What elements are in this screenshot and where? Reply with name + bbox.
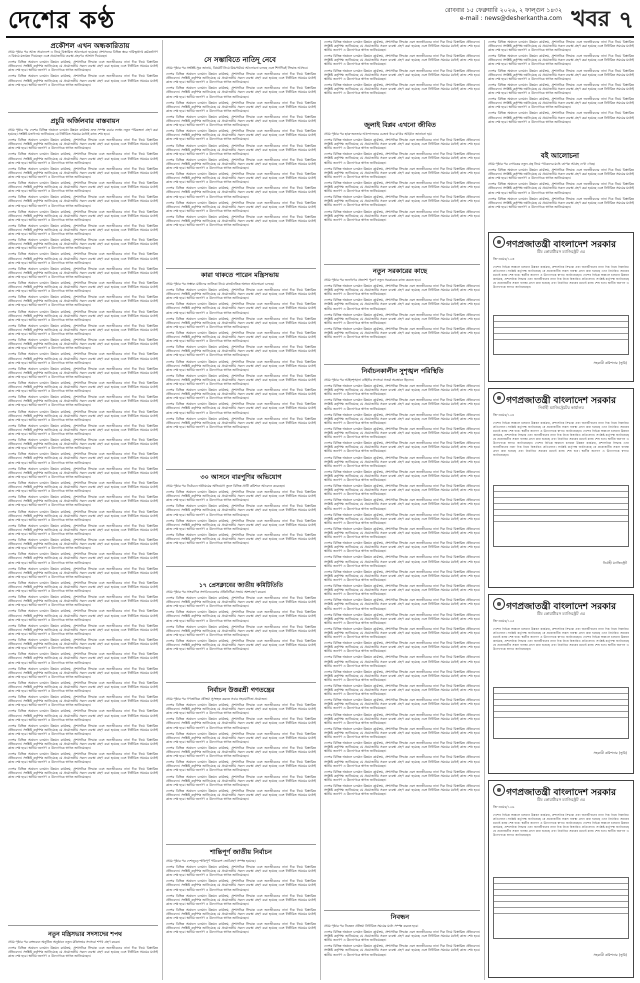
paper-name: দেশের কণ্ঠ (8, 5, 116, 34)
article-headline: নিবন্ধন (390, 913, 410, 921)
article-paragraph: দেশের বিভিন্ন অঞ্চলে চলমান উন্নয়ন কার্যক্রম, প্রশাসনিক সিদ্ধান্ত এবং জনজীবনের নানা দিক নিয়ে বিস্তারিত প্রতিবেদন। সংশ্লিষ্ট কর্তৃপক্ষ জানিয়েছে যে প্রয়োজনীয় সকল ব্যবস্থা গ্রহণ করা হয়েছে এবং নির্ধারিত সময়ের মধ্যেই কাজ শেষ হবে। স্থানীয় জনগণ এ উদ্যোগকে স্বাগত জানিয়েছেন। (8, 395, 158, 408)
article-paragraph: দেশের বিভিন্ন অঞ্চলে চলমান উন্নয়ন কার্যক্রম, প্রশাসনিক সিদ্ধান্ত এবং জনজীবনের নানা দিক নিয়ে বিস্তারিত প্রতিবেদন। সংশ্লিষ্ট কর্তৃপক্ষ জানিয়েছে যে প্রয়োজনীয় সকল ব্যবস্থা গ্রহণ করা হয়েছে এবং নির্ধারিত সময়ের মধ্যেই কাজ শেষ হবে। স্থানীয় জনগণ এ উদ্যোগকে স্বাগত জানিয়েছেন। (324, 655, 480, 668)
article-paragraph: দেশের বিভিন্ন অঞ্চলে চলমান উন্নয়ন কার্যক্রম, প্রশাসনিক সিদ্ধান্ত এবং জনজীবনের নানা দিক নিয়ে বিস্তারিত প্রতিবেদন। সংশ্লিষ্ট কর্তৃপক্ষ জানিয়েছে যে প্রয়োজনীয় সকল ব্যবস্থা গ্রহণ করা হয়েছে এবং নির্ধারিত সময়ের মধ্যেই কাজ শেষ হবে। স্থানীয় জনগণ এ উদ্যোগকে স্বাগত জানিয়েছেন। (324, 398, 480, 411)
article-paragraph: দেশের বিভিন্ন অঞ্চলে চলমান উন্নয়ন কার্যক্রম, প্রশাসনিক সিদ্ধান্ত এবং জনজীবনের নানা দিক নিয়ে বিস্তারিত প্রতিবেদন। সংশ্লিষ্ট কর্তৃপক্ষ জানিয়েছে যে প্রয়োজনীয় সকল ব্যবস্থা গ্রহণ করা হয়েছে এবং নির্ধারিত সময়ের মধ্যেই কাজ শেষ হবে। স্থানীয় জনগণ এ উদ্যোগকে স্বাগত জানিয়েছেন। (8, 352, 158, 365)
article-paragraph: দেশের বিভিন্ন অঞ্চলে চলমান উন্নয়ন কার্যক্রম, প্রশাসনিক সিদ্ধান্ত এবং জনজীবনের নানা দিক নিয়ে বিস্তারিত প্রতিবেদন। সংশ্লিষ্ট কর্তৃপক্ষ জানিয়েছে যে প্রয়োজনীয় সকল ব্যবস্থা গ্রহণ করা হয়েছে এবং নির্ধারিত সময়ের মধ্যেই কাজ শেষ হবে। স্থানীয় জনগণ এ উদ্যোগকে স্বাগত জানিয়েছেন। (166, 288, 316, 301)
notice-signature: সহকারী কমিশনার (ভূমি) (593, 361, 627, 365)
article-paragraph: দেশের বিভিন্ন অঞ্চলে চলমান উন্নয়ন কার্যক্রম, প্রশাসনিক সিদ্ধান্ত এবং জনজীবনের নানা দিক নিয়ে বিস্তারিত প্রতিবেদন। সংশ্লিষ্ট কর্তৃপক্ষ জানিয়েছে যে প্রয়োজনীয় সকল ব্যবস্থা গ্রহণ করা হয়েছে এবং নির্ধারিত সময়ের মধ্যেই কাজ শেষ হবে। স্থানীয় জনগণ এ উদ্যোগকে স্বাগত জানিয়েছেন। (8, 238, 158, 251)
article-paragraph: প্রথম পৃষ্ঠার পর দেশজুড়ে শান্তিপূর্ণ পরিবেশে ভোটগ্রহণ সম্পন্ন হয়েছে। (166, 859, 256, 863)
article-paragraph: দেশের বিভিন্ন অঞ্চলে চলমান উন্নয়ন কার্যক্রম, প্রশাসনিক সিদ্ধান্ত এবং জনজীবনের নানা দিক নিয়ে বিস্তারিত প্রতিবেদন। সংশ্লিষ্ট কর্তৃপক্ষ জানিয়েছে যে প্রয়োজনীয় সকল ব্যবস্থা গ্রহণ করা হয়েছে এবং নির্ধারিত সময়ের মধ্যেই কাজ শেষ হবে। স্থানীয় জনগণ এ উদ্যোগকে স্বাগত জানিয়েছেন। (166, 359, 316, 372)
article-paragraph: দেশের বিভিন্ন অঞ্চলে চলমান উন্নয়ন কার্যক্রম, প্রশাসনিক সিদ্ধান্ত এবং জনজীবনের নানা দিক নিয়ে বিস্তারিত প্রতিবেদন। সংশ্লিষ্ট কর্তৃপক্ষ জানিয়েছে যে প্রয়োজনীয় সকল ব্যবস্থা গ্রহণ করা হয়েছে এবং নির্ধারিত সময়ের মধ্যেই কাজ শেষ হবে। স্থানীয় জনগণ এ উদ্যোগকে স্বাগত জানিয়েছেন। (8, 223, 158, 237)
article-paragraph: দেশের বিভিন্ন অঞ্চলে চলমান উন্নয়ন কার্যক্রম, প্রশাসনিক সিদ্ধান্ত এবং জনজীবনের নানা দিক নিয়ে বিস্তারিত প্রতিবেদন। সংশ্লিষ্ট কর্তৃপক্ষ জানিয়েছে যে প্রয়োজনীয় সকল ব্যবস্থা গ্রহণ করা হয়েছে এবং নির্ধারিত সময়ের মধ্যেই কাজ শেষ হবে। স্থানীয় জনগণ এ উদ্যোগকে স্বাগত জানিয়েছেন। (8, 323, 158, 337)
article-body (488, 40, 634, 150)
section-name: খবর (571, 6, 610, 32)
divider (166, 682, 316, 683)
article-paragraph: প্রথম পৃষ্ঠার পর সাংবাদিক সংগঠনগুলোর প্রতিনিধিরা সভায় অংশগ্রহণ করেন। (166, 590, 267, 594)
article-headline: নতুন মন্ত্রিসভার সদস্যদের শপথ (48, 931, 122, 938)
article-paragraph: প্রথম পৃষ্ঠার পর আইনশৃঙ্খলা বাহিনীর সদস্যরা সতর্ক অবস্থানে ছিলেন। (324, 378, 414, 382)
article-paragraph: দেশের বিভিন্ন অঞ্চলে চলমান উন্নয়ন কার্যক্রম, প্রশাসনিক সিদ্ধান্ত এবং জনজীবনের নানা দিক নিয়ে বিস্তারিত প্রতিবেদন। সংশ্লিষ্ট কর্তৃপক্ষ জানিয়েছে যে প্রয়োজনীয় সকল ব্যবস্থা গ্রহণ করা হয়েছে এবং নির্ধারিত সময়ের মধ্যেই কাজ শেষ হবে। স্থানীয় জনগণ এ উদ্যোগকে স্বাগত জানিয়েছেন। (166, 596, 316, 609)
government-notice (488, 594, 634, 774)
divider (324, 264, 480, 265)
notice-signature: সহকারী কমিশনার (ভূমি) (593, 751, 627, 755)
notice-table (493, 877, 629, 939)
article-paragraph: দেশের বিভিন্ন অঞ্চলে চলমান উন্নয়ন কার্যক্রম, প্রশাসনিক সিদ্ধান্ত এবং জনজীবনের নানা দিক নিয়ে বিস্তারিত প্রতিবেদন। সংশ্লিষ্ট কর্তৃপক্ষ জানিয়েছে যে প্রয়োজনীয় সকল ব্যবস্থা গ্রহণ করা হয়েছে এবং নির্ধারিত সময়ের মধ্যেই কাজ শেষ হবে। স্থানীয় জনগণ এ উদ্যোগকে স্বাগত জানিয়েছেন। (8, 60, 158, 73)
page-number: ৭ (618, 5, 634, 34)
article-paragraph: দেশের বিভিন্ন অঞ্চলে চলমান উন্নয়ন কার্যক্রম, প্রশাসনিক সিদ্ধান্ত এবং জনজীবনের নানা দিক নিয়ে বিস্তারিত প্রতিবেদন। সংশ্লিষ্ট কর্তৃপক্ষ জানিয়েছে যে প্রয়োজনীয় সকল ব্যবস্থা গ্রহণ করা হয়েছে এবং নির্ধারিত সময়ের মধ্যেই কাজ শেষ হবে। স্থানীয় জনগণ এ উদ্যোগকে স্বাগত জানিয়েছেন। (166, 703, 316, 716)
column-divider (320, 40, 321, 980)
article-paragraph: দেশের বিভিন্ন অঞ্চলে চলমান উন্নয়ন কার্যক্রম, প্রশাসনিক সিদ্ধান্ত এবং জনজীবনের নানা দিক নিয়ে বিস্তারিত প্রতিবেদন। সংশ্লিষ্ট কর্তৃপক্ষ জানিয়েছে যে প্রয়োজনীয় সকল ব্যবস্থা গ্রহণ করা হয়েছে এবং নির্ধারিত সময়ের মধ্যেই কাজ শেষ হবে। স্থানীয় জনগণ এ উদ্যোগকে স্বাগত জানিয়েছেন। (488, 168, 634, 181)
article-paragraph: দেশের বিভিন্ন অঞ্চলে চলমান উন্নয়ন কার্যক্রম, প্রশাসনিক সিদ্ধান্ত এবং জনজীবনের নানা দিক নিয়ে বিস্তারিত প্রতিবেদন। সংশ্লিষ্ট কর্তৃপক্ষ জানিয়েছে যে প্রয়োজনীয় সকল ব্যবস্থা গ্রহণ করা হয়েছে এবং নির্ধারিত সময়ের মধ্যেই কাজ শেষ হবে। স্থানীয় জনগণ এ উদ্যোগকে স্বাগত জানিয়েছেন। (324, 612, 480, 625)
article-paragraph: দেশের বিভিন্ন অঞ্চলে চলমান উন্নয়ন কার্যক্রম, প্রশাসনিক সিদ্ধান্ত এবং জনজীবনের নানা দিক নিয়ে বিস্তারিত প্রতিবেদন। সংশ্লিষ্ট কর্তৃপক্ষ জানিয়েছে যে প্রয়োজনীয় সকল ব্যবস্থা গ্রহণ করা হয়েছে এবং নির্ধারিত সময়ের মধ্যেই কাজ শেষ হবে। স্থানীয় জনগণ এ উদ্যোগকে স্বাগত জানিয়েছেন। (488, 196, 634, 209)
article-paragraph: দেশের বিভিন্ন অঞ্চলে চলমান উন্নয়ন কার্যক্রম, প্রশাসনিক সিদ্ধান্ত এবং জনজীবনের নানা দিক নিয়ে বিস্তারিত প্রতিবেদন। সংশ্লিষ্ট কর্তৃপক্ষ জানিয়েছে যে প্রয়োজনীয় সকল ব্যবস্থা গ্রহণ করা হয়েছে এবং নির্ধারিত সময়ের মধ্যেই কাজ শেষ হবে। স্থানীয় জনগণ এ উদ্যোগকে স্বাগত জানিয়েছেন। (166, 774, 316, 787)
article-paragraph: দেশের বিভিন্ন অঞ্চলে চলমান উন্নয়ন কার্যক্রম, প্রশাসনিক সিদ্ধান্ত এবং জনজীবনের নানা দিক নিয়ে বিস্তারিত প্রতিবেদন। সংশ্লিষ্ট কর্তৃপক্ষ জানিয়েছে যে প্রয়োজনীয় সকল ব্যবস্থা গ্রহণ করা হয়েছে এবং নির্ধারিত সময়ের মধ্যেই কাজ শেষ হবে। স্থানীয় জনগণ এ উদ্যোগকে স্বাগত জানিয়েছেন। (166, 532, 316, 546)
article-paragraph: প্রথম পৃষ্ঠার পর সংশ্লিষ্ট সূত্র জানায়, বিষয়টি নিয়ে উচ্চপর্যায়ে আলোচনা চলছে এবং শিগগিরই সিদ্ধান্ত আসবে। (166, 66, 308, 70)
article-paragraph: দেশের বিভিন্ন অঞ্চলে চলমান উন্নয়ন কার্যক্রম, প্রশাসনিক সিদ্ধান্ত এবং জনজীবনের নানা দিক নিয়ে বিস্তারিত প্রতিবেদন। সংশ্লিষ্ট কর্তৃপক্ষ জানিয়েছে যে প্রয়োজনীয় সকল ব্যবস্থা গ্রহণ করা হয়েছে এবং নির্ধারিত সময়ের মধ্যেই কাজ শেষ হবে। স্থানীয় জনগণ এ উদ্যোগকে স্বাগত জানিয়েছেন। (8, 566, 158, 579)
article-paragraph: দেশের বিভিন্ন অঞ্চলে চলমান উন্নয়ন কার্যক্রম, প্রশাসনিক সিদ্ধান্ত এবং জনজীবনের নানা দিক নিয়ে বিস্তারিত প্রতিবেদন। সংশ্লিষ্ট কর্তৃপক্ষ জানিয়েছে যে প্রয়োজনীয় সকল ব্যবস্থা গ্রহণ করা হয়েছে এবং নির্ধারিত সময়ের মধ্যেই কাজ শেষ হবে। স্থানীয় জনগণ এ উদ্যোগকে স্বাগত জানিয়েছেন। (8, 252, 158, 265)
article-paragraph: দেশের বিভিন্ন অঞ্চলে চলমান উন্নয়ন কার্যক্রম, প্রশাসনিক সিদ্ধান্ত এবং জনজীবনের নানা দিক নিয়ে বিস্তারিত প্রতিবেদন। সংশ্লিষ্ট কর্তৃপক্ষ জানিয়েছে যে প্রয়োজনীয় সকল ব্যবস্থা গ্রহণ করা হয়েছে এবং নির্ধারিত সময়ের মধ্যেই কাজ শেষ হবে। স্থানীয় জনগণ এ উদ্যোগকে স্বাগত জানিয়েছেন। (8, 466, 158, 479)
article-headline: নির্বাচনকালীন সুশৃঙ্খল পরিস্থিতি (361, 367, 444, 375)
article-paragraph: দেশের বিভিন্ন অঞ্চলে চলমান উন্নয়ন কার্যক্রম, প্রশাসনিক সিদ্ধান্ত এবং জনজীবনের নানা দিক নিয়ে বিস্তারিত প্রতিবেদন। সংশ্লিষ্ট কর্তৃপক্ষ জানিয়েছে যে প্রয়োজনীয় সকল ব্যবস্থা গ্রহণ করা হয়েছে এবং নির্ধারিত সময়ের মধ্যেই কাজ শেষ হবে। স্থানীয় জনগণ এ উদ্যোগকে স্বাগত জানিয়েছেন। (166, 610, 316, 623)
article-paragraph: দেশের বিভিন্ন অঞ্চলে চলমান উন্নয়ন কার্যক্রম, প্রশাসনিক সিদ্ধান্ত এবং জনজীবনের নানা দিক নিয়ে বিস্তারিত প্রতিবেদন। সংশ্লিষ্ট কর্তৃপক্ষ জানিয়েছে যে প্রয়োজনীয় সকল ব্যবস্থা গ্রহণ করা হয়েছে এবং নির্ধারিত সময়ের মধ্যেই কাজ শেষ হবে। স্থানীয় জনগণ এ উদ্যোগকে স্বাগত জানিয়েছেন। (8, 338, 158, 351)
divider (166, 566, 316, 567)
article-paragraph: প্রথম পৃষ্ঠার পর ছাত্র-জনতার আন্দোলনের চেতনা ধরে রাখার আহ্বান জানানো হয়। (324, 132, 433, 136)
table-row (494, 516, 628, 522)
article-paragraph: দেশের বিভিন্ন অঞ্চলে চলমান উন্নয়ন কার্যক্রম, প্রশাসনিক সিদ্ধান্ত এবং জনজীবনের নানা দিক নিয়ে বিস্তারিত প্রতিবেদন। সংশ্লিষ্ট কর্তৃপক্ষ জানিয়েছে যে প্রয়োজনীয় সকল ব্যবস্থা গ্রহণ করা হয়েছে এবং নির্ধারিত সময়ের মধ্যেই কাজ শেষ হবে। স্থানীয় জনগণ এ উদ্যোগকে স্বাগত জানিয়েছেন। (324, 298, 480, 311)
article-paragraph: দেশের বিভিন্ন অঞ্চলে চলমান উন্নয়ন কার্যক্রম, প্রশাসনিক সিদ্ধান্ত এবং জনজীবনের নানা দিক নিয়ে বিস্তারিত প্রতিবেদন। সংশ্লিষ্ট কর্তৃপক্ষ জানিয়েছে যে প্রয়োজনীয় সকল ব্যবস্থা গ্রহণ করা হয়েছে এবং নির্ধারিত সময়ের মধ্যেই কাজ শেষ হবে। স্থানীয় জনগণ এ উদ্যোগকে স্বাগত জানিয়েছেন। (324, 54, 480, 67)
masthead (0, 0, 640, 36)
article-paragraph: দেশের বিভিন্ন অঞ্চলে চলমান উন্নয়ন কার্যক্রম, প্রশাসনিক সিদ্ধান্ত এবং জনজীবনের নানা দিক নিয়ে বিস্তারিত প্রতিবেদন। সংশ্লিষ্ট কর্তৃপক্ষ জানিয়েছে যে প্রয়োজনীয় সকল ব্যবস্থা গ্রহণ করা হয়েছে এবং নির্ধারিত সময়ের মধ্যেই কাজ শেষ হবে। স্থানীয় জনগণ এ উদ্যোগকে স্বাগত জানিয়েছেন। (166, 416, 316, 429)
article-paragraph: দেশের বিভিন্ন অঞ্চলে চলমান উন্নয়ন কার্যক্রম, প্রশাসনিক সিদ্ধান্ত এবং জনজীবনের নানা দিক নিয়ে বিস্তারিত প্রতিবেদন। সংশ্লিষ্ট কর্তৃপক্ষ জানিয়েছে যে প্রয়োজনীয় সকল ব্যবস্থা গ্রহণ করা হয়েছে এবং নির্ধারিত সময়ের মধ্যেই কাজ শেষ হবে। স্থানীয় জনগণ এ উদ্যোগকে স্বাগত জানিয়েছেন। (324, 209, 480, 222)
article-headline: শান্তিপূর্ণ জাতীয় নির্বাচন (210, 848, 272, 856)
article-paragraph: দেশের বিভিন্ন অঞ্চলে চলমান উন্নয়ন কার্যক্রম, প্রশাসনিক সিদ্ধান্ত এবং জনজীবনের নানা দিক নিয়ে বিস্তারিত প্রতিবেদন। সংশ্লিষ্ট কর্তৃপক্ষ জানিয়েছে যে প্রয়োজনীয় সকল ব্যবস্থা গ্রহণ করা হয়েছে এবং নির্ধারিত সময়ের মধ্যেই কাজ শেষ হবে। স্থানীয় জনগণ এ উদ্যোগকে স্বাগত জানিয়েছেন। (166, 717, 316, 730)
article-paragraph: দেশের বিভিন্ন অঞ্চলে চলমান উন্নয়ন কার্যক্রম, প্রশাসনিক সিদ্ধান্ত এবং জনজীবনের নানা দিক নিয়ে বিস্তারিত প্রতিবেদন। সংশ্লিষ্ট কর্তৃপক্ষ জানিয়েছে যে প্রয়োজনীয় সকল ব্যবস্থা গ্রহণ করা হয়েছে এবং নির্ধারিত সময়ের মধ্যেই কাজ শেষ হবে। স্থানীয় জনগণ এ উদ্যোগকে স্বাগত জানিয়েছেন। (8, 680, 158, 694)
article-paragraph: দেশের বিভিন্ন অঞ্চলে চলমান উন্নয়ন কার্যক্রম, প্রশাসনিক সিদ্ধান্ত এবং জনজীবনের নানা দিক নিয়ে বিস্তারিত প্রতিবেদন। সংশ্লিষ্ট কর্তৃপক্ষ জানিয়েছে যে প্রয়োজনীয় সকল ব্যবস্থা গ্রহণ করা হয়েছে এবং নির্ধারিত সময়ের মধ্যেই কাজ শেষ হবে। স্থানীয় জনগণ এ উদ্যোগকে স্বাগত জানিয়েছেন। (166, 86, 316, 99)
article-paragraph: দেশের বিভিন্ন অঞ্চলে চলমান উন্নয়ন কার্যক্রম, প্রশাসনিক সিদ্ধান্ত এবং জনজীবনের নানা দিক নিয়ে বিস্তারিত প্রতিবেদন। সংশ্লিষ্ট কর্তৃপক্ষ জানিয়েছে যে প্রয়োজনীয় সকল ব্যবস্থা গ্রহণ করা হয়েছে এবং নির্ধারিত সময়ের মধ্যেই কাজ শেষ হবে। স্থানীয় জনগণ এ উদ্যোগকে স্বাগত জানিয়েছেন। (488, 182, 634, 195)
article-paragraph: দেশের বিভিন্ন অঞ্চলে চলমান উন্নয়ন কার্যক্রম, প্রশাসনিক সিদ্ধান্ত এবং জনজীবনের নানা দিক নিয়ে বিস্তারিত প্রতিবেদন। সংশ্লিষ্ট কর্তৃপক্ষ জানিয়েছে যে প্রয়োজনীয় সকল ব্যবস্থা গ্রহণ করা হয়েছে এবং নির্ধারিত সময়ের মধ্যেই কাজ শেষ হবে। স্থানীয় জনগণ এ উদ্যোগকে স্বাগত জানিয়েছেন। (8, 766, 158, 779)
article-paragraph: দেশের বিভিন্ন অঞ্চলে চলমান উন্নয়ন কার্যক্রম, প্রশাসনিক সিদ্ধান্ত এবং জনজীবনের নানা দিক নিয়ে বিস্তারিত প্রতিবেদন। সংশ্লিষ্ট কর্তৃপক্ষ জানিয়েছে যে প্রয়োজনীয় সকল ব্যবস্থা গ্রহণ করা হয়েছে এবং নির্ধারিত সময়ের মধ্যেই কাজ শেষ হবে। স্থানীয় জনগণ এ উদ্যোগকে স্বাগত জানিয়েছেন। (8, 552, 158, 565)
article-paragraph: দেশের বিভিন্ন অঞ্চলে চলমান উন্নয়ন কার্যক্রম, প্রশাসনিক সিদ্ধান্ত এবং জনজীবনের নানা দিক নিয়ে বিস্তারিত প্রতিবেদন। সংশ্লিষ্ট কর্তৃপক্ষ জানিয়েছে যে প্রয়োজনীয় সকল ব্যবস্থা গ্রহণ করা হয়েছে এবং নির্ধারিত সময়ের মধ্যেই কাজ শেষ হবে। স্থানীয় জনগণ এ উদ্যোগকে স্বাগত জানিয়েছেন। (8, 309, 158, 322)
masthead-rule (6, 36, 634, 38)
article-paragraph: দেশের বিভিন্ন অঞ্চলে চলমান উন্নয়ন কার্যক্রম, প্রশাসনিক সিদ্ধান্ত এবং জনজীবনের নানা দিক নিয়ে বিস্তারিত প্রতিবেদন। সংশ্লিষ্ট কর্তৃপক্ষ জানিয়েছে যে প্রয়োজনীয় সকল ব্যবস্থা গ্রহণ করা হয়েছে এবং নির্ধারিত সময়ের মধ্যেই কাজ শেষ হবে। স্থানীয় জনগণ এ উদ্যোগকে স্বাগত জানিয়েছেন। (324, 944, 480, 957)
article-paragraph: দেশের বিভিন্ন অঞ্চলে চলমান উন্নয়ন কার্যক্রম, প্রশাসনিক সিদ্ধান্ত এবং জনজীবনের নানা দিক নিয়ে বিস্তারিত প্রতিবেদন। সংশ্লিষ্ট কর্তৃপক্ষ জানিয়েছে যে প্রয়োজনীয় সকল ব্যবস্থা গ্রহণ করা হয়েছে এবং নির্ধারিত সময়ের মধ্যেই কাজ শেষ হবে। স্থানীয় জনগণ এ উদ্যোগকে স্বাগত জানিয়েছেন। (8, 638, 158, 651)
article-headline: নতুন সরকারের কাছে (372, 267, 428, 275)
article-paragraph: দেশের বিভিন্ন অঞ্চলে চলমান উন্নয়ন কার্যক্রম, প্রশাসনিক সিদ্ধান্ত এবং জনজীবনের নানা দিক নিয়ে বিস্তারিত প্রতিবেদন। সংশ্লিষ্ট কর্তৃপক্ষ জানিয়েছে যে প্রয়োজনীয় সকল ব্যবস্থা গ্রহণ করা হয়েছে এবং নির্ধারিত সময়ের মধ্যেই কাজ শেষ হবে। স্থানীয় জনগণ এ উদ্যোগকে স্বাগত জানিয়েছেন। (8, 266, 158, 279)
article-paragraph: দেশের বিভিন্ন অঞ্চলে চলমান উন্নয়ন কার্যক্রম, প্রশাসনিক সিদ্ধান্ত এবং জনজীবনের নানা দিক নিয়ে বিস্তারিত প্রতিবেদন। সংশ্লিষ্ট কর্তৃপক্ষ জানিয়েছে যে প্রয়োজনীয় সকল ব্যবস্থা গ্রহণ করা হয়েছে এবং নির্ধারিত সময়ের মধ্যেই কাজ শেষ হবে। স্থানীয় জনগণ এ উদ্যোগকে স্বাগত জানিয়েছেন। (324, 584, 480, 597)
article-paragraph: দেশের বিভিন্ন অঞ্চলে চলমান উন্নয়ন কার্যক্রম, প্রশাসনিক সিদ্ধান্ত এবং জনজীবনের নানা দিক নিয়ে বিস্তারিত প্রতিবেদন। সংশ্লিষ্ট কর্তৃপক্ষ জানিয়েছে যে প্রয়োজনীয় সকল ব্যবস্থা গ্রহণ করা হয়েছে এবং নির্ধারিত সময়ের মধ্যেই কাজ শেষ হবে। স্থানীয় জনগণ এ উদ্যোগকে স্বাগত জানিয়েছেন। (8, 209, 158, 222)
article-body (166, 697, 316, 842)
article-paragraph: দেশের বিভিন্ন অঞ্চলে চলমান উন্নয়ন কার্যক্রম, প্রশাসনিক সিদ্ধান্ত এবং জনজীবনের নানা দিক নিয়ে বিস্তারিত প্রতিবেদন। সংশ্লিষ্ট কর্তৃপক্ষ জানিয়েছে যে প্রয়োজনীয় সকল ব্যবস্থা গ্রহণ করা হয়েছে এবং নির্ধারিত সময়ের মধ্যেই কাজ শেষ হবে। স্থানীয় জনগণ এ উদ্যোগকে স্বাগত জানিয়েছেন। (166, 879, 316, 892)
notice-code: জি-ওয়েব/১২৫ (493, 619, 515, 623)
article-paragraph: দেশের বিভিন্ন অঞ্চলে চলমান উন্নয়ন কার্যক্রম, প্রশাসনিক সিদ্ধান্ত এবং জনজীবনের নানা দিক নিয়ে বিস্তারিত প্রতিবেদন। সংশ্লিষ্ট কর্তৃপক্ষ জানিয়েছে যে প্রয়োজনীয় সকল ব্যবস্থা গ্রহণ করা হয়েছে এবং নির্ধারিত সময়ের মধ্যেই কাজ শেষ হবে। স্থানীয় জনগণ এ উদ্যোগকে স্বাগত জানিয়েছেন। (324, 384, 480, 397)
article-paragraph: দেশের বিভিন্ন অঞ্চলে চলমান উন্নয়ন কার্যক্রম, প্রশাসনিক সিদ্ধান্ত এবং জনজীবনের নানা দিক নিয়ে বিস্তারিত প্রতিবেদন। সংশ্লিষ্ট কর্তৃপক্ষ জানিয়েছে যে প্রয়োজনীয় সকল ব্যবস্থা গ্রহণ করা হয়েছে এবং নির্ধারিত সময়ের মধ্যেই কাজ শেষ হবে। স্থানীয় জনগণ এ উদ্যোগকে স্বাগত জানিয়েছেন। (324, 82, 480, 96)
article-paragraph: প্রথম পৃষ্ঠার পর সম্ভাব্য মন্ত্রীদের তালিকা নিয়ে রাজনৈতিক অঙ্গনে আলোচনা চলছে। (166, 282, 275, 286)
article-paragraph: দেশের বিভিন্ন অঞ্চলে চলমান উন্নয়ন কার্যক্রম, প্রশাসনিক সিদ্ধান্ত এবং জনজীবনের নানা দিক নিয়ে বিস্তারিত প্রতিবেদন। সংশ্লিষ্ট কর্তৃপক্ষ জানিয়েছে যে প্রয়োজনীয় সকল ব্যবস্থা গ্রহণ করা হয়েছে এবং নির্ধারিত সময়ের মধ্যেই কাজ শেষ হবে। স্থানীয় জনগণ এ উদ্যোগকে স্বাগত জানিয়েছেন। (8, 138, 158, 151)
article-paragraph: দেশের বিভিন্ন অঞ্চলে চলমান উন্নয়ন কার্যক্রম, প্রশাসনিক সিদ্ধান্ত এবং জনজীবনের নানা দিক নিয়ে বিস্তারিত প্রতিবেদন। সংশ্লিষ্ট কর্তৃপক্ষ জানিয়েছে যে প্রয়োজনীয় সকল ব্যবস্থা গ্রহণ করা হয়েছে এবং নির্ধারিত সময়ের মধ্যেই কাজ শেষ হবে। স্থানীয় জনগণ এ উদ্যোগকে স্বাগত জানিয়েছেন। (324, 641, 480, 654)
article-paragraph: দেশের বিভিন্ন অঞ্চলে চলমান উন্নয়ন কার্যক্রম, প্রশাসনিক সিদ্ধান্ত এবং জনজীবনের নানা দিক নিয়ে বিস্তারিত প্রতিবেদন। সংশ্লিষ্ট কর্তৃপক্ষ জানিয়েছে যে প্রয়োজনীয় সকল ব্যবস্থা গ্রহণ করা হয়েছে এবং নির্ধারিত সময়ের মধ্যেই কাজ শেষ হবে। স্থানীয় জনগণ এ উদ্যোগকে স্বাগত জানিয়েছেন। (166, 373, 316, 386)
article-paragraph: দেশের বিভিন্ন অঞ্চলে চলমান উন্নয়ন কার্যক্রম, প্রশাসনিক সিদ্ধান্ত এবং জনজীবনের নানা দিক নিয়ে বিস্তারিত প্রতিবেদন। সংশ্লিষ্ট কর্তৃপক্ষ জানিয়েছে যে প্রয়োজনীয় সকল ব্যবস্থা গ্রহণ করা হয়েছে এবং নির্ধারিত সময়ের মধ্যেই কাজ শেষ হবে। স্থানীয় জনগণ এ উদ্যোগকে স্বাগত জানিয়েছেন। (8, 409, 158, 422)
article-body (324, 132, 480, 262)
article-body (8, 940, 158, 980)
article-body (324, 40, 480, 120)
notice-code: জি-ওয়েব/১২৩ (493, 257, 515, 261)
article-paragraph: দেশের বিভিন্ন অঞ্চলে চলমান উন্নয়ন কার্যক্রম, প্রশাসনিক সিদ্ধান্ত এবং জনজীবনের নানা দিক নিয়ে বিস্তারিত প্রতিবেদন। সংশ্লিষ্ট কর্তৃপক্ষ জানিয়েছে যে প্রয়োজনীয় সকল ব্যবস্থা গ্রহণ করা হয়েছে এবং নির্ধারিত সময়ের মধ্যেই কাজ শেষ হবে। স্থানীয় জনগণ এ উদ্যোগকে স্বাগত জানিয়েছেন। (8, 709, 158, 722)
article-paragraph: দেশের বিভিন্ন অঞ্চলে চলমান উন্নয়ন কার্যক্রম, প্রশাসনিক সিদ্ধান্ত এবং জনজীবনের নানা দিক নিয়ে বিস্তারিত প্রতিবেদন। সংশ্লিষ্ট কর্তৃপক্ষ জানিয়েছে যে প্রয়োজনীয় সকল ব্যবস্থা গ্রহণ করা হয়েছে এবং নির্ধারিত সময়ের মধ্যেই কাজ শেষ হবে। স্থানীয় জনগণ এ উদ্যোগকে স্বাগত জানিয়েছেন। (166, 200, 316, 213)
article-paragraph: দেশের বিভিন্ন অঞ্চলে চলমান উন্নয়ন কার্যক্রম, প্রশাসনিক সিদ্ধান্ত এবং জনজীবনের নানা দিক নিয়ে বিস্তারিত প্রতিবেদন। সংশ্লিষ্ট কর্তৃপক্ষ জানিয়েছে যে প্রয়োজনীয় সকল ব্যবস্থা গ্রহণ করা হয়েছে এবং নির্ধারিত সময়ের মধ্যেই কাজ শেষ হবে। স্থানীয় জনগণ এ উদ্যোগকে স্বাগত জানিয়েছেন। (324, 195, 480, 208)
divider (166, 844, 316, 845)
article-body (166, 590, 316, 680)
article-paragraph: দেশের বিভিন্ন অঞ্চলে চলমান উন্নয়ন কার্যক্রম, প্রশাসনিক সিদ্ধান্ত এবং জনজীবনের নানা দিক নিয়ে বিস্তারিত প্রতিবেদন। সংশ্লিষ্ট কর্তৃপক্ষ জানিয়েছে যে প্রয়োজনীয় সকল ব্যবস্থা গ্রহণ করা হয়েছে এবং নির্ধারিত সময়ের মধ্যেই কাজ শেষ হবে। স্থানীয় জনগণ এ উদ্যোগকে স্বাগত জানিয়েছেন। (8, 523, 158, 536)
article-paragraph: দেশের বিভিন্ন অঞ্চলে চলমান উন্নয়ন কার্যক্রম, প্রশাসনিক সিদ্ধান্ত এবং জনজীবনের নানা দিক নিয়ে বিস্তারিত প্রতিবেদন। সংশ্লিষ্ট কর্তৃপক্ষ জানিয়েছে যে প্রয়োজনীয় সকল ব্যবস্থা গ্রহণ করা হয়েছে এবং নির্ধারিত সময়ের মধ্যেই কাজ শেষ হবে। স্থানীয় জনগণ এ উদ্যোগকে স্বাগত জানিয়েছেন। (8, 609, 158, 622)
notice-body: দেশের বিভিন্ন অঞ্চলে চলমান উন্নয়ন কার্যক্রম, প্রশাসনিক সিদ্ধান্ত এবং জনজীবনের নানা দিক নিয়ে বিস্তারিত প্রতিবেদন। সংশ্লিষ্ট কর্তৃপক্ষ জানিয়েছে যে প্রয়োজনীয় সকল ব্যবস্থা গ্রহণ করা হয়েছে এবং নির্ধারিত সময়ের মধ্যেই কাজ শেষ হবে। স্থানীয় জনগণ এ উদ্যোগকে স্বাগত জানিয়েছেন। দেশের বিভিন্ন অঞ্চলে চলমান উন্নয়ন কার্যক্রম, প্রশাসনিক সিদ্ধান্ত এবং জনজীবনের নানা দিক নিয়ে বিস্তারিত প্রতিবেদন। সংশ্লিষ্ট কর্তৃপক্ষ জানিয়েছে যে প্রয়োজনীয় সকল ব্যবস্থা গ্রহণ করা হয়েছে এবং নির্ধারিত সময়ের মধ্যেই কাজ শেষ হবে। স্থানীয় জনগণ এ উদ্যোগকে স্বাগত জানিয়েছেন। (493, 265, 629, 289)
article-paragraph: দেশের বিভিন্ন অঞ্চলে চলমান উন্নয়ন কার্যক্রম, প্রশাসনিক সিদ্ধান্ত এবং জনজীবনের নানা দিক নিয়ে বিস্তারিত প্রতিবেদন। সংশ্লিষ্ট কর্তৃপক্ষ জানিয়েছে যে প্রয়োজনীয় সকল ব্যবস্থা গ্রহণ করা হয়েছে এবং নির্ধারিত সময়ের মধ্যেই কাজ শেষ হবে। স্থানীয় জনগণ এ উদ্যোগকে স্বাগত জানিয়েছেন। (324, 326, 480, 340)
article-paragraph: দেশের বিভিন্ন অঞ্চলে চলমান উন্নয়ন কার্যক্রম, প্রশাসনিক সিদ্ধান্ত এবং জনজীবনের নানা দিক নিয়ে বিস্তারিত প্রতিবেদন। সংশ্লিষ্ট কর্তৃপক্ষ জানিয়েছে যে প্রয়োজনীয় সকল ব্যবস্থা গ্রহণ করা হয়েছে এবং নির্ধারিত সময়ের মধ্যেই কাজ শেষ হবে। স্থানীয় জনগণ এ উদ্যোগকে স্বাগত জানিয়েছেন। (166, 157, 316, 170)
article-paragraph: দেশের বিভিন্ন অঞ্চলে চলমান উন্নয়ন কার্যক্রম, প্রশাসনিক সিদ্ধান্ত এবং জনজীবনের নানা দিক নিয়ে বিস্তারিত প্রতিবেদন। সংশ্লিষ্ট কর্তৃপক্ষ জানিয়েছে যে প্রয়োজনীয় সকল ব্যবস্থা গ্রহণ করা হয়েছে এবং নির্ধারিত সময়ের মধ্যেই কাজ শেষ হবে। স্থানীয় জনগণ এ উদ্যোগকে স্বাগত জানিয়েছেন। (488, 40, 634, 53)
article-paragraph: দেশের বিভিন্ন অঞ্চলে চলমান উন্নয়ন কার্যক্রম, প্রশাসনিক সিদ্ধান্ত এবং জনজীবনের নানা দিক নিয়ে বিস্তারিত প্রতিবেদন। সংশ্লিষ্ট কর্তৃপক্ষ জানিয়েছে যে প্রয়োজনীয় সকল ব্যবস্থা গ্রহণ করা হয়েছে এবং নির্ধারিত সময়ের মধ্যেই কাজ শেষ হবে। স্থানীয় জনগণ এ উদ্যোগকে স্বাগত জানিয়েছেন। (8, 695, 158, 708)
article-paragraph: প্রথম পৃষ্ঠার পর জনগণের প্রত্যাশা পূরণে নতুন সরকারকে কাজ করতে হবে। (324, 278, 421, 282)
article-paragraph: দেশের বিভিন্ন অঞ্চলে চলমান উন্নয়ন কার্যক্রম, প্রশাসনিক সিদ্ধান্ত এবং জনজীবনের নানা দিক নিয়ে বিস্তারিত প্রতিবেদন। সংশ্লিষ্ট কর্তৃপক্ষ জানিয়েছে যে প্রয়োজনীয় সকল ব্যবস্থা গ্রহণ করা হয়েছে এবং নির্ধারিত সময়ের মধ্যেই কাজ শেষ হবে। স্থানীয় জনগণ এ উদ্যোগকে স্বাগত জানিয়েছেন। (8, 438, 158, 451)
article-paragraph: দেশের বিভিন্ন অঞ্চলে চলমান উন্নয়ন কার্যক্রম, প্রশাসনিক সিদ্ধান্ত এবং জনজীবনের নানা দিক নিয়ে বিস্তারিত প্রতিবেদন। সংশ্লিষ্ট কর্তৃপক্ষ জানিয়েছে যে প্রয়োজনীয় সকল ব্যবস্থা গ্রহণ করা হয়েছে এবং নির্ধারিত সময়ের মধ্যেই কাজ শেষ হবে। স্থানীয় জনগণ এ উদ্যোগকে স্বাগত জানিয়েছেন। (166, 330, 316, 344)
government-notice (488, 388, 634, 588)
article-paragraph: দেশের বিভিন্ন অঞ্চলে চলমান উন্নয়ন কার্যক্রম, প্রশাসনিক সিদ্ধান্ত এবং জনজীবনের নানা দিক নিয়ে বিস্তারিত প্রতিবেদন। সংশ্লিষ্ট কর্তৃপক্ষ জানিয়েছে যে প্রয়োজনীয় সকল ব্যবস্থা গ্রহণ করা হয়েছে এবং নির্ধারিত সময়ের মধ্যেই কাজ শেষ হবে। স্থানীয় জনগণ এ উদ্যোগকে স্বাগত জানিয়েছেন। (324, 598, 480, 611)
article-paragraph: দেশের বিভিন্ন অঞ্চলে চলমান উন্নয়ন কার্যক্রম, প্রশাসনিক সিদ্ধান্ত এবং জনজীবনের নানা দিক নিয়ে বিস্তারিত প্রতিবেদন। সংশ্লিষ্ট কর্তৃপক্ষ জানিয়েছে যে প্রয়োজনীয় সকল ব্যবস্থা গ্রহণ করা হয়েছে এবং নির্ধারিত সময়ের মধ্যেই কাজ শেষ হবে। স্থানীয় জনগণ এ উদ্যোগকে স্বাগত জানিয়েছেন। (8, 652, 158, 665)
article-headline: প্রকৌশল এখন অন্ধকারিতায় (50, 41, 130, 50)
article-paragraph: দেশের বিভিন্ন অঞ্চলে চলমান উন্নয়ন কার্যক্রম, প্রশাসনিক সিদ্ধান্ত এবং জনজীবনের নানা দিক নিয়ে বিস্তারিত প্রতিবেদন। সংশ্লিষ্ট কর্তৃপক্ষ জানিয়েছে যে প্রয়োজনীয় সকল ব্যবস্থা গ্রহণ করা হয়েছে এবং নির্ধারিত সময়ের মধ্যেই কাজ শেষ হবে। স্থানীয় জনগণ এ উদ্যোগকে স্বাগত জানিয়েছেন। (324, 40, 480, 53)
column-divider (484, 40, 485, 980)
article-paragraph: দেশের বিভিন্ন অঞ্চলে চলমান উন্নয়ন কার্যক্রম, প্রশাসনিক সিদ্ধান্ত এবং জনজীবনের নানা দিক নিয়ে বিস্তারিত প্রতিবেদন। সংশ্লিষ্ট কর্তৃপক্ষ জানিয়েছে যে প্রয়োজনীয় সকল ব্যবস্থা গ্রহণ করা হয়েছে এবং নির্ধারিত সময়ের মধ্যেই কাজ শেষ হবে। স্থানীয় জনগণ এ উদ্যোগকে স্বাগত জানিয়েছেন। (166, 302, 316, 315)
article-paragraph: দেশের বিভিন্ন অঞ্চলে চলমান উন্নয়ন কার্যক্রম, প্রশাসনিক সিদ্ধান্ত এবং জনজীবনের নানা দিক নিয়ে বিস্তারিত প্রতিবেদন। সংশ্লিষ্ট কর্তৃপক্ষ জানিয়েছে যে প্রয়োজনীয় সকল ব্যবস্থা গ্রহণ করা হয়েছে এবং নির্ধারিত সময়ের মধ্যেই কাজ শেষ হবে। স্থানীয় জনগণ এ উদ্যোগকে স্বাগত জানিয়েছেন। (8, 580, 158, 594)
article-paragraph: প্রথম পৃষ্ঠার পর দেশের বিভিন্ন অঞ্চলে চলমান উন্নয়ন কার্যক্রম দ্রুত সম্পন্ন করার লক্ষ্যে নতুন পরিকল্পনা গ্রহণ করা হয়েছে। সংশ্লিষ্ট মন্ত্রণালয় জানিয়েছে যে নির্ধারিত সময়ের মধ্যেই কাজ শেষ হবে। (8, 128, 158, 137)
article-paragraph: দেশের বিভিন্ন অঞ্চলে চলমান উন্নয়ন কার্যক্রম, প্রশাসনিক সিদ্ধান্ত এবং জনজীবনের নানা দিক নিয়ে বিস্তারিত প্রতিবেদন। সংশ্লিষ্ট কর্তৃপক্ষ জানিয়েছে যে প্রয়োজনীয় সকল ব্যবস্থা গ্রহণ করা হয়েছে এবং নির্ধারিত সময়ের মধ্যেই কাজ শেষ হবে। স্থানীয় জনগণ এ উদ্যোগকে স্বাগত জানিয়েছেন। (324, 569, 480, 582)
article-paragraph: দেশের বিভিন্ন অঞ্চলে চলমান উন্নয়ন কার্যক্রম, প্রশাসনিক সিদ্ধান্ত এবং জনজীবনের নানা দিক নিয়ে বিস্তারিত প্রতিবেদন। সংশ্লিষ্ট কর্তৃপক্ষ জানিয়েছে যে প্রয়োজনীয় সকল ব্যবস্থা গ্রহণ করা হয়েছে এবং নির্ধারিত সময়ের মধ্যেই কাজ শেষ হবে। স্থানীয় জনগণ এ উদ্যোগকে স্বাগত জানিয়েছেন। (324, 68, 480, 81)
article-paragraph: দেশের বিভিন্ন অঞ্চলে চলমান উন্নয়ন কার্যক্রম, প্রশাসনিক সিদ্ধান্ত এবং জনজীবনের নানা দিক নিয়ে বিস্তারিত প্রতিবেদন। সংশ্লিষ্ট কর্তৃপক্ষ জানিয়েছে যে প্রয়োজনীয় সকল ব্যবস্থা গ্রহণ করা হয়েছে এবং নির্ধারিত সময়ের মধ্যেই কাজ শেষ হবে। স্থানীয় জনগণ এ উদ্যোগকে স্বাগত জানিয়েছেন। (166, 114, 316, 128)
article-paragraph: দেশের বিভিন্ন অঞ্চলে চলমান উন্নয়ন কার্যক্রম, প্রশাসনিক সিদ্ধান্ত এবং জনজীবনের নানা দিক নিয়ে বিস্তারিত প্রতিবেদন। সংশ্লিষ্ট কর্তৃপক্ষ জানিয়েছে যে প্রয়োজনীয় সকল ব্যবস্থা গ্রহণ করা হয়েছে এবং নির্ধারিত সময়ের মধ্যেই কাজ শেষ হবে। স্থানীয় জনগণ এ উদ্যোগকে স্বাগত জানিয়েছেন। (166, 72, 316, 85)
article-paragraph: দেশের বিভিন্ন অঞ্চলে চলমান উন্নয়ন কার্যক্রম, প্রশাসনিক সিদ্ধান্ত এবং জনজীবনের নানা দিক নিয়ে বিস্তারিত প্রতিবেদন। সংশ্লিষ্ট কর্তৃপক্ষ জানিয়েছে যে প্রয়োজনীয় সকল ব্যবস্থা গ্রহণ করা হয়েছে এবং নির্ধারিত সময়ের মধ্যেই কাজ শেষ হবে। স্থানীয় জনগণ এ উদ্যোগকে স্বাগত জানিয়েছেন। (324, 755, 480, 768)
article-paragraph: দেশের বিভিন্ন অঞ্চলে চলমান উন্নয়ন কার্যক্রম, প্রশাসনিক সিদ্ধান্ত এবং জনজীবনের নানা দিক নিয়ে বিস্তারিত প্রতিবেদন। সংশ্লিষ্ট কর্তৃপক্ষ জানিয়েছে যে প্রয়োজনীয় সকল ব্যবস্থা গ্রহণ করা হয়েছে এবং নির্ধারিত সময়ের মধ্যেই কাজ শেষ হবে। স্থানীয় জনগণ এ উদ্যোগকে স্বাগত জানিয়েছেন। (8, 74, 158, 87)
table-row (494, 908, 628, 914)
article-paragraph: দেশের বিভিন্ন অঞ্চলে চলমান উন্নয়ন কার্যক্রম, প্রশাসনিক সিদ্ধান্ত এবং জনজীবনের নানা দিক নিয়ে বিস্তারিত প্রতিবেদন। সংশ্লিষ্ট কর্তৃপক্ষ জানিয়েছে যে প্রয়োজনীয় সকল ব্যবস্থা গ্রহণ করা হয়েছে এবং নির্ধারিত সময়ের মধ্যেই কাজ শেষ হবে। স্থানীয় জনগণ এ উদ্যোগকে স্বাগত জানিয়েছেন। (166, 345, 316, 358)
article-paragraph: দেশের বিভিন্ন অঞ্চলে চলমান উন্নয়ন কার্যক্রম, প্রশাসনিক সিদ্ধান্ত এবং জনজীবনের নানা দিক নিয়ে বিস্তারিত প্রতিবেদন। সংশ্লিষ্ট কর্তৃপক্ষ জানিয়েছে যে প্রয়োজনীয় সকল ব্যবস্থা গ্রহণ করা হয়েছে এবং নির্ধারিত সময়ের মধ্যেই কাজ শেষ হবে। স্থানীয় জনগণ এ উদ্যোগকে স্বাগত জানিয়েছেন। (324, 152, 480, 165)
notice-table (493, 315, 629, 355)
article-body (488, 162, 634, 230)
notice-subtitle: টিম কোয়ার্টারস ম্যাজিস্ট্রেট এর (537, 797, 585, 802)
divider (324, 364, 480, 365)
notice-code: জি-ওয়েব/১২৬ (493, 805, 515, 809)
column-divider (162, 40, 163, 980)
article-paragraph: দেশের বিভিন্ন অঞ্চলে চলমান উন্নয়ন কার্যক্রম, প্রশাসনিক সিদ্ধান্ত এবং জনজীবনের নানা দিক নিয়ে বিস্তারিত প্রতিবেদন। সংশ্লিষ্ট কর্তৃপক্ষ জানিয়েছে যে প্রয়োজনীয় সকল ব্যবস্থা গ্রহণ করা হয়েছে এবং নির্ধারিত সময়ের মধ্যেই কাজ শেষ হবে। স্থানীয় জনগণ এ উদ্যোগকে স্বাগত জানিয়েছেন। (8, 538, 158, 551)
article-paragraph: দেশের বিভিন্ন অঞ্চলে চলমান উন্নয়ন কার্যক্রম, প্রশাসনিক সিদ্ধান্ত এবং জনজীবনের নানা দিক নিয়ে বিস্তারিত প্রতিবেদন। সংশ্লিষ্ট কর্তৃপক্ষ জানিয়েছে যে প্রয়োজনীয় সকল ব্যবস্থা গ্রহণ করা হয়েছে এবং নির্ধারিত সময়ের মধ্যেই কাজ শেষ হবে। স্থানীয় জনগণ এ উদ্যোগকে স্বাগত জানিয়েছেন। (166, 143, 316, 156)
article-paragraph: দেশের বিভিন্ন অঞ্চলে চলমান উন্নয়ন কার্যক্রম, প্রশাসনিক সিদ্ধান্ত এবং জনজীবনের নানা দিক নিয়ে বিস্তারিত প্রতিবেদন। সংশ্লিষ্ট কর্তৃপক্ষ জানিয়েছে যে প্রয়োজনীয় সকল ব্যবস্থা গ্রহণ করা হয়েছে এবং নির্ধারিত সময়ের মধ্যেই কাজ শেষ হবে। স্থানীয় জনগণ এ উদ্যোগকে স্বাগত জানিয়েছেন। (8, 666, 158, 679)
article-paragraph: দেশের বিভিন্ন অঞ্চলে চলমান উন্নয়ন কার্যক্রম, প্রশাসনিক সিদ্ধান্ত এবং জনজীবনের নানা দিক নিয়ে বিস্তারিত প্রতিবেদন। সংশ্লিষ্ট কর্তৃপক্ষ জানিয়েছে যে প্রয়োজনীয় সকল ব্যবস্থা গ্রহণ করা হয়েছে এবং নির্ধারিত সময়ের মধ্যেই কাজ শেষ হবে। স্থানীয় জনগণ এ উদ্যোগকে স্বাগত জানিয়েছেন। (324, 512, 480, 525)
article-body (166, 484, 316, 564)
article-paragraph: দেশের বিভিন্ন অঞ্চলে চলমান উন্নয়ন কার্যক্রম, প্রশাসনিক সিদ্ধান্ত এবং জনজীবনের নানা দিক নিয়ে বিস্তারিত প্রতিবেদন। সংশ্লিষ্ট কর্তৃপক্ষ জানিয়েছে যে প্রয়োজনীয় সকল ব্যবস্থা গ্রহণ করা হয়েছে এবং নির্ধারিত সময়ের মধ্যেই কাজ শেষ হবে। স্থানীয় জনগণ এ উদ্যোগকে স্বাগত জানিয়েছেন। (166, 186, 316, 199)
article-paragraph: দেশের বিভিন্ন অঞ্চলে চলমান উন্নয়ন কার্যক্রম, প্রশাসনিক সিদ্ধান্ত এবং জনজীবনের নানা দিক নিয়ে বিস্তারিত প্রতিবেদন। সংশ্লিষ্ট কর্তৃপক্ষ জানিয়েছে যে প্রয়োজনীয় সকল ব্যবস্থা গ্রহণ করা হয়েছে এবং নির্ধারিত সময়ের মধ্যেই কাজ শেষ হবে। স্থানীয় জনগণ এ উদ্যোগকে স্বাগত জানিয়েছেন। (324, 312, 480, 325)
article-body (166, 282, 316, 467)
article-paragraph: দেশের বিভিন্ন অঞ্চলে চলমান উন্নয়ন কার্যক্রম, প্রশাসনিক সিদ্ধান্ত এবং জনজীবনের নানা দিক নিয়ে বিস্তারিত প্রতিবেদন। সংশ্লিষ্ট কর্তৃপক্ষ জানিয়েছে যে প্রয়োজনীয় সকল ব্যবস্থা গ্রহণ করা হয়েছে এবং নির্ধারিত সময়ের মধ্যেই কাজ শেষ হবে। স্থানীয় জনগণ এ উদ্যোগকে স্বাগত জানিয়েছেন। (8, 366, 158, 379)
article-paragraph: দেশের বিভিন্ন অঞ্চলে চলমান উন্নয়ন কার্যক্রম, প্রশাসনিক সিদ্ধান্ত এবং জনজীবনের নানা দিক নিয়ে বিস্তারিত প্রতিবেদন। সংশ্লিষ্ট কর্তৃপক্ষ জানিয়েছে যে প্রয়োজনীয় সকল ব্যবস্থা গ্রহণ করা হয়েছে এবং নির্ধারিত সময়ের মধ্যেই কাজ শেষ হবে। স্থানীয় জনগণ এ উদ্যোগকে স্বাগত জানিয়েছেন। (166, 865, 316, 878)
article-paragraph: দেশের বিভিন্ন অঞ্চলে চলমান উন্নয়ন কার্যক্রম, প্রশাসনিক সিদ্ধান্ত এবং জনজীবনের নানা দিক নিয়ে বিস্তারিত প্রতিবেদন। সংশ্লিষ্ট কর্তৃপক্ষ জানিয়েছে যে প্রয়োজনীয় সকল ব্যবস্থা গ্রহণ করা হয়েছে এবং নির্ধারিত সময়ের মধ্যেই কাজ শেষ হবে। স্থানীয় জনগণ এ উদ্যোগকে স্বাগত জানিয়েছেন। (8, 181, 158, 194)
article-paragraph: দেশের বিভিন্ন অঞ্চলে চলমান উন্নয়ন কার্যক্রম, প্রশাসনিক সিদ্ধান্ত এবং জনজীবনের নানা দিক নিয়ে বিস্তারিত প্রতিবেদন। সংশ্লিষ্ট কর্তৃপক্ষ জানিয়েছে যে প্রয়োজনীয় সকল ব্যবস্থা গ্রহণ করা হয়েছে এবং নির্ধারিত সময়ের মধ্যেই কাজ শেষ হবে। স্থানীয় জনগণ এ উদ্যোগকে স্বাগত জানিয়েছেন। (324, 469, 480, 482)
article-paragraph: দেশের বিভিন্ন অঞ্চলে চলমান উন্নয়ন কার্যক্রম, প্রশাসনিক সিদ্ধান্ত এবং জনজীবনের নানা দিক নিয়ে বিস্তারিত প্রতিবেদন। সংশ্লিষ্ট কর্তৃপক্ষ জানিয়েছে যে প্রয়োজনীয় সকল ব্যবস্থা গ্রহণ করা হয়েছে এবং নির্ধারিত সময়ের মধ্যেই কাজ শেষ হবে। স্থানীয় জনগণ এ উদ্যোগকে স্বাগত জানিয়েছেন। (324, 930, 480, 943)
article-paragraph: দেশের বিভিন্ন অঞ্চলে চলমান উন্নয়ন কার্যক্রম, প্রশাসনিক সিদ্ধান্ত এবং জনজীবনের নানা দিক নিয়ে বিস্তারিত প্রতিবেদন। সংশ্লিষ্ট কর্তৃপক্ষ জানিয়েছে যে প্রয়োজনীয় সকল ব্যবস্থা গ্রহণ করা হয়েছে এবং নির্ধারিত সময়ের মধ্যেই কাজ শেষ হবে। স্থানীয় জনগণ এ উদ্যোগকে স্বাগত জানিয়েছেন। (8, 595, 158, 608)
article-paragraph: দেশের বিভিন্ন অঞ্চলে চলমান উন্নয়ন কার্যক্রম, প্রশাসনিক সিদ্ধান্ত এবং জনজীবনের নানা দিক নিয়ে বিস্তারিত প্রতিবেদন। সংশ্লিষ্ট কর্তৃপক্ষ জানিয়েছে যে প্রয়োজনীয় সকল ব্যবস্থা গ্রহণ করা হয়েছে এবং নির্ধারিত সময়ের মধ্যেই কাজ শেষ হবে। স্থানীয় জনগণ এ উদ্যোগকে স্বাগত জানিয়েছেন। (166, 760, 316, 773)
issue-date: রোববার ১৫ ফেব্রুয়ারি ২০২৬, ২ ফাল্গুন ১৪৩২ (444, 7, 562, 14)
article-paragraph: দেশের বিভিন্ন অঞ্চলে চলমান উন্নয়ন কার্যক্রম, প্রশাসনিক সিদ্ধান্ত এবং জনজীবনের নানা দিক নিয়ে বিস্তারিত প্রতিবেদন। সংশ্লিষ্ট কর্তৃপক্ষ জানিয়েছে যে প্রয়োজনীয় সকল ব্যবস্থা গ্রহণ করা হয়েছে এবং নির্ধারিত সময়ের মধ্যেই কাজ শেষ হবে। স্থানীয় জনগণ এ উদ্যোগকে স্বাগত জানিয়েছেন। (166, 731, 316, 744)
article-paragraph: দেশের বিভিন্ন অঞ্চলে চলমান উন্নয়ন কার্যক্রম, প্রশাসনিক সিদ্ধান্ত এবং জনজীবনের নানা দিক নিয়ে বিস্তারিত প্রতিবেদন। সংশ্লিষ্ট কর্তৃপক্ষ জানিয়েছে যে প্রয়োজনীয় সকল ব্যবস্থা গ্রহণ করা হয়েছে এবং নির্ধারিত সময়ের মধ্যেই কাজ শেষ হবে। স্থানীয় জনগণ এ উদ্যোগকে স্বাগত জানিয়েছেন। (324, 769, 480, 782)
notice-body: দেশের বিভিন্ন অঞ্চলে চলমান উন্নয়ন কার্যক্রম, প্রশাসনিক সিদ্ধান্ত এবং জনজীবনের নানা দিক নিয়ে বিস্তারিত প্রতিবেদন। সংশ্লিষ্ট কর্তৃপক্ষ জানিয়েছে যে প্রয়োজনীয় সকল ব্যবস্থা গ্রহণ করা হয়েছে এবং নির্ধারিত সময়ের মধ্যেই কাজ শেষ হবে। স্থানীয় জনগণ এ উদ্যোগকে স্বাগত জানিয়েছেন। দেশের বিভিন্ন অঞ্চলে চলমান উন্নয়ন কার্যক্রম, প্রশাসনিক সিদ্ধান্ত এবং জনজীবনের নানা দিক নিয়ে বিস্তারিত প্রতিবেদন। সংশ্লিষ্ট কর্তৃপক্ষ জানিয়েছে যে প্রয়োজনীয় সকল ব্যবস্থা গ্রহণ করা হয়েছে এবং নির্ধারিত সময়ের মধ্যেই কাজ শেষ হবে। স্থানীয় জনগণ এ উদ্যোগকে স্বাগত জানিয়েছেন। (493, 813, 629, 837)
article-paragraph: দেশের বিভিন্ন অঞ্চলে চলমান উন্নয়ন কার্যক্রম, প্রশাসনিক সিদ্ধান্ত এবং জনজীবনের নানা দিক নিয়ে বিস্তারিত প্রতিবেদন। সংশ্লিষ্ট কর্তৃপক্ষ জানিয়েছে যে প্রয়োজনীয় সকল ব্যবস্থা গ্রহণ করা হয়েছে এবং নির্ধারিত সময়ের মধ্যেই কাজ শেষ হবে। স্থানীয় জনগণ এ উদ্যোগকে স্বাগত জানিয়েছেন। (324, 180, 480, 194)
article-paragraph: দেশের বিভিন্ন অঞ্চলে চলমান উন্নয়ন কার্যক্রম, প্রশাসনিক সিদ্ধান্ত এবং জনজীবনের নানা দিক নিয়ে বিস্তারিত প্রতিবেদন। সংশ্লিষ্ট কর্তৃপক্ষ জানিয়েছে যে প্রয়োজনীয় সকল ব্যবস্থা গ্রহণ করা হয়েছে এবং নির্ধারিত সময়ের মধ্যেই কাজ শেষ হবে। স্থানীয় জনগণ এ উদ্যোগকে স্বাগত জানিয়েছেন। (324, 626, 480, 640)
article-paragraph: দেশের বিভিন্ন অঞ্চলে চলমান উন্নয়ন কার্যক্রম, প্রশাসনিক সিদ্ধান্ত এবং জনজীবনের নানা দিক নিয়ে বিস্তারিত প্রতিবেদন। সংশ্লিষ্ট কর্তৃপক্ষ জানিয়েছে যে প্রয়োজনীয় সকল ব্যবস্থা গ্রহণ করা হয়েছে এবং নির্ধারিত সময়ের মধ্যেই কাজ শেষ হবে। স্থানীয় জনগণ এ উদ্যোগকে স্বাগত জানিয়েছেন। (324, 726, 480, 740)
article-paragraph: দেশের বিভিন্ন অঞ্চলে চলমান উন্নয়ন কার্যক্রম, প্রশাসনিক সিদ্ধান্ত এবং জনজীবনের নানা দিক নিয়ে বিস্তারিত প্রতিবেদন। সংশ্লিষ্ট কর্তৃপক্ষ জানিয়েছে যে প্রয়োজনীয় সকল ব্যবস্থা গ্রহণ করা হয়েছে এবং নির্ধারিত সময়ের মধ্যেই কাজ শেষ হবে। স্থানীয় জনগণ এ উদ্যোগকে স্বাগত জানিয়েছেন। (8, 281, 158, 294)
article-paragraph: দেশের বিভিন্ন অঞ্চলে চলমান উন্নয়ন কার্যক্রম, প্রশাসনিক সিদ্ধান্ত এবং জনজীবনের নানা দিক নিয়ে বিস্তারিত প্রতিবেদন। সংশ্লিষ্ট কর্তৃপক্ষ জানিয়েছে যে প্রয়োজনীয় সকল ব্যবস্থা গ্রহণ করা হয়েছে এবং নির্ধারিত সময়ের মধ্যেই কাজ শেষ হবে। স্থানীয় জনগণ এ উদ্যোগকে স্বাগত জানিয়েছেন। (324, 166, 480, 179)
article-headline: বই আলোচনা (540, 151, 580, 160)
article-paragraph: দেশের বিভিন্ন অঞ্চলে চলমান উন্নয়ন কার্যক্রম, প্রশাসনিক সিদ্ধান্ত এবং জনজীবনের নানা দিক নিয়ে বিস্তারিত প্রতিবেদন। সংশ্লিষ্ট কর্তৃপক্ষ জানিয়েছে যে প্রয়োজনীয় সকল ব্যবস্থা গ্রহণ করা হয়েছে এবং নির্ধারিত সময়ের মধ্যেই কাজ শেষ হবে। স্থানীয় জনগণ এ উদ্যোগকে স্বাগত জানিয়েছেন। (324, 541, 480, 554)
article-paragraph: দেশের বিভিন্ন অঞ্চলে চলমান উন্নয়ন কার্যক্রম, প্রশাসনিক সিদ্ধান্ত এবং জনজীবনের নানা দিক নিয়ে বিস্তারিত প্রতিবেদন। সংশ্লিষ্ট কর্তৃপক্ষ জানিয়েছে যে প্রয়োজনীয় সকল ব্যবস্থা গ্রহণ করা হয়েছে এবং নির্ধারিত সময়ের মধ্যেই কাজ শেষ হবে। স্থানীয় জনগণ এ উদ্যোগকে স্বাগত জানিয়েছেন। (8, 152, 158, 165)
article-headline: কারা থাকতে পারেন মন্ত্রিসভায় (200, 271, 279, 279)
article-paragraph: দেশের বিভিন্ন অঞ্চলে চলমান উন্নয়ন কার্যক্রম, প্রশাসনিক সিদ্ধান্ত এবং জনজীবনের নানা দিক নিয়ে বিস্তারিত প্রতিবেদন। সংশ্লিষ্ট কর্তৃপক্ষ জানিয়েছে যে প্রয়োজনীয় সকল ব্যবস্থা গ্রহণ করা হয়েছে এবং নির্ধারিত সময়ের মধ্যেই কাজ শেষ হবে। স্থানীয় জনগণ এ উদ্যোগকে স্বাগত জানিয়েছেন। (8, 509, 158, 522)
article-paragraph: দেশের বিভিন্ন অঞ্চলে চলমান উন্নয়ন কার্যক্রম, প্রশাসনিক সিদ্ধান্ত এবং জনজীবনের নানা দিক নিয়ে বিস্তারিত প্রতিবেদন। সংশ্লিষ্ট কর্তৃপক্ষ জানিয়েছে যে প্রয়োজনীয় সকল ব্যবস্থা গ্রহণ করা হয়েছে এবং নির্ধারিত সময়ের মধ্যেই কাজ শেষ হবে। স্থানীয় জনগণ এ উদ্যোগকে স্বাগত জানিয়েছেন। (324, 684, 480, 697)
article-paragraph: দেশের বিভিন্ন অঞ্চলে চলমান উন্নয়ন কার্যক্রম, প্রশাসনিক সিদ্ধান্ত এবং জনজীবনের নানা দিক নিয়ে বিস্তারিত প্রতিবেদন। সংশ্লিষ্ট কর্তৃপক্ষ জানিয়েছে যে প্রয়োজনীয় সকল ব্যবস্থা গ্রহণ করা হয়েছে এবং নির্ধারিত সময়ের মধ্যেই কাজ শেষ হবে। স্থানীয় জনগণ এ উদ্যোগকে স্বাগত জানিয়েছেন। (8, 946, 158, 959)
article-body (8, 50, 158, 110)
article-paragraph: দেশের বিভিন্ন অঞ্চলে চলমান উন্নয়ন কার্যক্রম, প্রশাসনিক সিদ্ধান্ত এবং জনজীবনের নানা দিক নিয়ে বিস্তারিত প্রতিবেদন। সংশ্লিষ্ট কর্তৃপক্ষ জানিয়েছে যে প্রয়োজনীয় সকল ব্যবস্থা গ্রহণ করা হয়েছে এবং নির্ধারিত সময়ের মধ্যেই কাজ শেষ হবে। স্থানীয় জনগণ এ উদ্যোগকে স্বাগত জানিয়েছেন। (166, 518, 316, 531)
article-paragraph: দেশের বিভিন্ন অঞ্চলে চলমান উন্নয়ন কার্যক্রম, প্রশাসনিক সিদ্ধান্ত এবং জনজীবনের নানা দিক নিয়ে বিস্তারিত প্রতিবেদন। সংশ্লিষ্ট কর্তৃপক্ষ জানিয়েছে যে প্রয়োজনীয় সকল ব্যবস্থা গ্রহণ করা হয়েছে এবং নির্ধারিত সময়ের মধ্যেই কাজ শেষ হবে। স্থানীয় জনগণ এ উদ্যোগকে স্বাগত জানিয়েছেন। (8, 623, 158, 636)
article-paragraph: দেশের বিভিন্ন অঞ্চলে চলমান উন্নয়ন কার্যক্রম, প্রশাসনিক সিদ্ধান্ত এবং জনজীবনের নানা দিক নিয়ে বিস্তারিত প্রতিবেদন। সংশ্লিষ্ট কর্তৃপক্ষ জানিয়েছে যে প্রয়োজনীয় সকল ব্যবস্থা গ্রহণ করা হয়েছে এবং নির্ধারিত সময়ের মধ্যেই কাজ শেষ হবে। স্থানীয় জনগণ এ উদ্যোগকে স্বাগত জানিয়েছেন। (8, 495, 158, 508)
article-paragraph: দেশের বিভিন্ন অঞ্চলে চলমান উন্নয়ন কার্যক্রম, প্রশাসনিক সিদ্ধান্ত এবং জনজীবনের নানা দিক নিয়ে বিস্তারিত প্রতিবেদন। সংশ্লিষ্ট কর্তৃপক্ষ জানিয়েছে যে প্রয়োজনীয় সকল ব্যবস্থা গ্রহণ করা হয়েছে এবং নির্ধারিত সময়ের মধ্যেই কাজ শেষ হবে। স্থানীয় জনগণ এ উদ্যোগকে স্বাগত জানিয়েছেন। (8, 295, 158, 308)
article-paragraph: দেশের বিভিন্ন অঞ্চলে চলমান উন্নয়ন কার্যক্রম, প্রশাসনিক সিদ্ধান্ত এবং জনজীবনের নানা দিক নিয়ে বিস্তারিত প্রতিবেদন। সংশ্লিষ্ট কর্তৃপক্ষ জানিয়েছে যে প্রয়োজনীয় সকল ব্যবস্থা গ্রহণ করা হয়েছে এবং নির্ধারিত সময়ের মধ্যেই কাজ শেষ হবে। স্থানীয় জনগণ এ উদ্যোগকে স্বাগত জানিয়েছেন। (324, 412, 480, 425)
article-paragraph: দেশের বিভিন্ন অঞ্চলে চলমান উন্নয়ন কার্যক্রম, প্রশাসনিক সিদ্ধান্ত এবং জনজীবনের নানা দিক নিয়ে বিস্তারিত প্রতিবেদন। সংশ্লিষ্ট কর্তৃপক্ষ জানিয়েছে যে প্রয়োজনীয় সকল ব্যবস্থা গ্রহণ করা হয়েছে এবং নির্ধারিত সময়ের মধ্যেই কাজ শেষ হবে। স্থানীয় জনগণ এ উদ্যোগকে স্বাগত জানিয়েছেন। (166, 788, 316, 801)
notice-body: দেশের বিভিন্ন অঞ্চলে চলমান উন্নয়ন কার্যক্রম, প্রশাসনিক সিদ্ধান্ত এবং জনজীবনের নানা দিক নিয়ে বিস্তারিত প্রতিবেদন। সংশ্লিষ্ট কর্তৃপক্ষ জানিয়েছে যে প্রয়োজনীয় সকল ব্যবস্থা গ্রহণ করা হয়েছে এবং নির্ধারিত সময়ের মধ্যেই কাজ শেষ হবে। স্থানীয় জনগণ এ উদ্যোগকে স্বাগত জানিয়েছেন। দেশের বিভিন্ন অঞ্চলে চলমান উন্নয়ন কার্যক্রম, প্রশাসনিক সিদ্ধান্ত এবং জনজীবনের নানা দিক নিয়ে বিস্তারিত প্রতিবেদন। সংশ্লিষ্ট কর্তৃপক্ষ জানিয়েছে যে প্রয়োজনীয় সকল ব্যবস্থা গ্রহণ করা হয়েছে এবং নির্ধারিত সময়ের মধ্যেই কাজ শেষ হবে। স্থানীয় জনগণ এ উদ্যোগকে স্বাগত জানিয়েছেন। দেশের বিভিন্ন অঞ্চলে চলমান উন্নয়ন কার্যক্রম, প্রশাসনিক সিদ্ধান্ত এবং জনজীবনের নানা দিক নিয়ে বিস্তারিত প্রতিবেদন। সংশ্লিষ্ট কর্তৃপক্ষ জানিয়েছে যে প্রয়োজনীয় সকল ব্যবস্থা গ্রহণ করা হয়েছে এবং নির্ধারিত সময়ের মধ্যেই কাজ শেষ হবে। স্থানীয় জনগণ এ উদ্যোগকে স্বাগত জানিয়েছেন। (493, 421, 629, 457)
article-paragraph: দেশের বিভিন্ন অঞ্চলে চলমান উন্নয়ন কার্যক্রম, প্রশাসনিক সিদ্ধান্ত এবং জনজীবনের নানা দিক নিয়ে বিস্তারিত প্রতিবেদন। সংশ্লিষ্ট কর্তৃপক্ষ জানিয়েছে যে প্রয়োজনীয় সকল ব্যবস্থা গ্রহণ করা হয়েছে এবং নির্ধারিত সময়ের মধ্যেই কাজ শেষ হবে। স্থানীয় জনগণ এ উদ্যোগকে স্বাগত জানিয়েছেন। (324, 426, 480, 440)
article-headline: ১৭ প্রেসক্লাবের জাতীয় কমিটিতিতি (199, 582, 283, 589)
article-paragraph: দেশের বিভিন্ন অঞ্চলে চলমান উন্নয়ন কার্যক্রম, প্রশাসনিক সিদ্ধান্ত এবং জনজীবনের নানা দিক নিয়ে বিস্তারিত প্রতিবেদন। সংশ্লিষ্ট কর্তৃপক্ষ জানিয়েছে যে প্রয়োজনীয় সকল ব্যবস্থা গ্রহণ করা হয়েছে এবং নির্ধারিত সময়ের মধ্যেই কাজ শেষ হবে। স্থানীয় জনগণ এ উদ্যোগকে স্বাগত জানিয়েছেন। (166, 388, 316, 401)
table-row (494, 334, 628, 340)
article-paragraph: প্রথম পৃষ্ঠার পর আজ সারাদেশে এ নিয়ে বিস্তারিত আলোচনা হয়েছে। প্রশাসনের বিভিন্ন স্তরে দায়িত্বপ্রাপ্ত কর্মকর্তাগণ এ বিষয়ে মতামত দিয়েছেন এবং প্রয়োজনীয় ব্যবস্থা গ্রহণের আশ্বাস দিয়েছেন। (8, 50, 158, 59)
article-body (324, 378, 480, 908)
article-body (8, 128, 158, 923)
notice-title: গণপ্রজাতন্ত্রী বাংলাদেশ সরকার (506, 240, 616, 250)
notice-title: গণপ্রজাতন্ত্রী বাংলাদেশ সরকার (506, 396, 616, 406)
article-paragraph: দেশের বিভিন্ন অঞ্চলে চলমান উন্নয়ন কার্যক্রম, প্রশাসনিক সিদ্ধান্ত এবং জনজীবনের নানা দিক নিয়ে বিস্তারিত প্রতিবেদন। সংশ্লিষ্ট কর্তৃপক্ষ জানিয়েছে যে প্রয়োজনীয় সকল ব্যবস্থা গ্রহণ করা হয়েছে এবং নির্ধারিত সময়ের মধ্যেই কাজ শেষ হবে। স্থানীয় জনগণ এ উদ্যোগকে স্বাগত জানিয়েছেন। (324, 783, 480, 797)
article-paragraph: প্রথম পৃষ্ঠার পর গণতান্ত্রিক প্রক্রিয়া সুসংহত করতে সবার সহযোগিতা প্রয়োজন। (166, 697, 268, 701)
article-paragraph: দেশের বিভিন্ন অঞ্চলে চলমান উন্নয়ন কার্যক্রম, প্রশাসনিক সিদ্ধান্ত এবং জনজীবনের নানা দিক নিয়ে বিস্তারিত প্রতিবেদন। সংশ্লিষ্ট কর্তৃপক্ষ জানিয়েছে যে প্রয়োজনীয় সকল ব্যবস্থা গ্রহণ করা হয়েছে এবং নির্ধারিত সময়ের মধ্যেই কাজ শেষ হবে। স্থানীয় জনগণ এ উদ্যোগকে স্বাগত জানিয়েছেন। (324, 138, 480, 151)
article-paragraph: দেশের বিভিন্ন অঞ্চলে চলমান উন্নয়ন কার্যক্রম, প্রশাসনিক সিদ্ধান্ত এবং জনজীবনের নানা দিক নিয়ে বিস্তারিত প্রতিবেদন। সংশ্লিষ্ট কর্তৃপক্ষ জানিয়েছে যে প্রয়োজনীয় সকল ব্যবস্থা গ্রহণ করা হয়েছে এবং নির্ধারিত সময়ের মধ্যেই কাজ শেষ হবে। স্থানীয় জনগণ এ উদ্যোগকে স্বাগত জানিয়েছেন। (166, 402, 316, 415)
article-paragraph: দেশের বিভিন্ন অঞ্চলে চলমান উন্নয়ন কার্যক্রম, প্রশাসনিক সিদ্ধান্ত এবং জনজীবনের নানা দিক নিয়ে বিস্তারিত প্রতিবেদন। সংশ্লিষ্ট কর্তৃপক্ষ জানিয়েছে যে প্রয়োজনীয় সকল ব্যবস্থা গ্রহণ করা হয়েছে এবং নির্ধারিত সময়ের মধ্যেই কাজ শেষ হবে। স্থানীয় জনগণ এ উদ্যোগকে স্বাগত জানিয়েছেন। (488, 111, 634, 124)
article-headline: জুলাই বিপ্লব এখনো জীবিত (364, 121, 436, 129)
article-headline: নির্বাচন উত্তরশ্রী গণতন্ত্রের (207, 686, 275, 694)
article-paragraph: দেশের বিভিন্ন অঞ্চলে চলমান উন্নয়ন কার্যক্রম, প্রশাসনিক সিদ্ধান্ত এবং জনজীবনের নানা দিক নিয়ে বিস্তারিত প্রতিবেদন। সংশ্লিষ্ট কর্তৃপক্ষ জানিয়েছে যে প্রয়োজনীয় সকল ব্যবস্থা গ্রহণ করা হয়েছে এবং নির্ধারিত সময়ের মধ্যেই কাজ শেষ হবে। স্থানীয় জনগণ এ উদ্যোগকে স্বাগত জানিয়েছেন। (166, 214, 316, 228)
article-paragraph: দেশের বিভিন্ন অঞ্চলে চলমান উন্নয়ন কার্যক্রম, প্রশাসনিক সিদ্ধান্ত এবং জনজীবনের নানা দিক নিয়ে বিস্তারিত প্রতিবেদন। সংশ্লিষ্ট কর্তৃপক্ষ জানিয়েছে যে প্রয়োজনীয় সকল ব্যবস্থা গ্রহণ করা হয়েছে এবং নির্ধারিত সময়ের মধ্যেই কাজ শেষ হবে। স্থানীয় জনগণ এ উদ্যোগকে স্বাগত জানিয়েছেন। (324, 669, 480, 682)
article-paragraph: প্রথম পৃষ্ঠার পর নির্বাচনে অনিয়মের অভিযোগ তুলে বিভিন্ন প্রার্থী কমিশনে আবেদন করেছেন। (166, 484, 285, 488)
notice-signature: নির্বাহী ম্যাজিস্ট্রেট (602, 561, 627, 565)
article-paragraph: দেশের বিভিন্ন অঞ্চলে চলমান উন্নয়ন কার্যক্রম, প্রশাসনিক সিদ্ধান্ত এবং জনজীবনের নানা দিক নিয়ে বিস্তারিত প্রতিবেদন। সংশ্লিষ্ট কর্তৃপক্ষ জানিয়েছে যে প্রয়োজনীয় সকল ব্যবস্থা গ্রহণ করা হয়েছে এবং নির্ধারিত সময়ের মধ্যেই কাজ শেষ হবে। স্থানীয় জনগণ এ উদ্যোগকে স্বাগত জানিয়েছেন। (8, 752, 158, 765)
article-paragraph: দেশের বিভিন্ন অঞ্চলে চলমান উন্নয়ন কার্যক্রম, প্রশাসনিক সিদ্ধান্ত এবং জনজীবনের নানা দিক নিয়ে বিস্তারিত প্রতিবেদন। সংশ্লিষ্ট কর্তৃপক্ষ জানিয়েছে যে প্রয়োজনীয় সকল ব্যবস্থা গ্রহণ করা হয়েছে এবং নির্ধারিত সময়ের মধ্যেই কাজ শেষ হবে। স্থানীয় জনগণ এ উদ্যোগকে স্বাগত জানিয়েছেন। (324, 484, 480, 497)
article-paragraph: প্রথম পৃষ্ঠার পর নিবন্ধন প্রক্রিয়া নির্ধারিত সময়ের মধ্যে সম্পন্ন করতে হবে। (324, 924, 419, 928)
article-paragraph: দেশের বিভিন্ন অঞ্চলে চলমান উন্নয়ন কার্যক্রম, প্রশাসনিক সিদ্ধান্ত এবং জনজীবনের নানা দিক নিয়ে বিস্তারিত প্রতিবেদন। সংশ্লিষ্ট কর্তৃপক্ষ জানিয়েছে যে প্রয়োজনীয় সকল ব্যবস্থা গ্রহণ করা হয়েছে এবং নির্ধারিত সময়ের মধ্যেই কাজ শেষ হবে। স্থানীয় জনগণ এ উদ্যোগকে স্বাগত জানিয়েছেন। (166, 907, 316, 921)
article-body (324, 278, 480, 362)
article-paragraph: দেশের বিভিন্ন অঞ্চলে চলমান উন্নয়ন কার্যক্রম, প্রশাসনিক সিদ্ধান্ত এবং জনজীবনের নানা দিক নিয়ে বিস্তারিত প্রতিবেদন। সংশ্লিষ্ট কর্তৃপক্ষ জানিয়েছে যে প্রয়োজনীয় সকল ব্যবস্থা গ্রহণ করা হয়েছে এবং নির্ধারিত সময়ের মধ্যেই কাজ শেষ হবে। স্থানীয় জনগণ এ উদ্যোগকে স্বাগত জানিয়েছেন। (324, 284, 480, 297)
article-paragraph: দেশের বিভিন্ন অঞ্চলে চলমান উন্নয়ন কার্যক্রম, প্রশাসনিক সিদ্ধান্ত এবং জনজীবনের নানা দিক নিয়ে বিস্তারিত প্রতিবেদন। সংশ্লিষ্ট কর্তৃপক্ষ জানিয়েছে যে প্রয়োজনীয় সকল ব্যবস্থা গ্রহণ করা হয়েছে এবং নির্ধারিত সময়ের মধ্যেই কাজ শেষ হবে। স্থানীয় জনগণ এ উদ্যোগকে স্বাগত জানিয়েছেন। (8, 738, 158, 751)
divider (324, 910, 480, 911)
article-headline: ৩০ আসনে বারপুণির অভিযোগ (200, 473, 282, 481)
article-paragraph: দেশের বিভিন্ন অঞ্চলে চলমান উন্নয়ন কার্যক্রম, প্রশাসনিক সিদ্ধান্ত এবং জনজীবনের নানা দিক নিয়ে বিস্তারিত প্রতিবেদন। সংশ্লিষ্ট কর্তৃপক্ষ জানিয়েছে যে প্রয়োজনীয় সকল ব্যবস্থা গ্রহণ করা হয়েছে এবং নির্ধারিত সময়ের মধ্যেই কাজ শেষ হবে। স্থানীয় জনগণ এ উদ্যোগকে স্বাগত জানিয়েছেন। (8, 723, 158, 736)
divider (8, 112, 158, 113)
article-paragraph: দেশের বিভিন্ন অঞ্চলে চলমান উন্নয়ন কার্যক্রম, প্রশাসনিক সিদ্ধান্ত এবং জনজীবনের নানা দিক নিয়ে বিস্তারিত প্রতিবেদন। সংশ্লিষ্ট কর্তৃপক্ষ জানিয়েছে যে প্রয়োজনীয় সকল ব্যবস্থা গ্রহণ করা হয়েছে এবং নির্ধারিত সময়ের মধ্যেই কাজ শেষ হবে। স্থানীয় জনগণ এ উদ্যোগকে স্বাগত জানিয়েছেন। (488, 82, 634, 96)
article-paragraph: দেশের বিভিন্ন অঞ্চলে চলমান উন্নয়ন কার্যক্রম, প্রশাসনিক সিদ্ধান্ত এবং জনজীবনের নানা দিক নিয়ে বিস্তারিত প্রতিবেদন। সংশ্লিষ্ট কর্তৃপক্ষ জানিয়েছে যে প্রয়োজনীয় সকল ব্যবস্থা গ্রহণ করা হয়েছে এবং নির্ধারিত সময়ের মধ্যেই কাজ শেষ হবে। স্থানীয় জনগণ এ উদ্যোগকে স্বাগত জানিয়েছেন। (166, 922, 316, 935)
notice-title: গণপ্রজাতন্ত্রী বাংলাদেশ সরকার (506, 602, 616, 612)
divider (8, 925, 158, 926)
article-paragraph: দেশের বিভিন্ন অঞ্চলে চলমান উন্নয়ন কার্যক্রম, প্রশাসনিক সিদ্ধান্ত এবং জনজীবনের নানা দিক নিয়ে বিস্তারিত প্রতিবেদন। সংশ্লিষ্ট কর্তৃপক্ষ জানিয়েছে যে প্রয়োজনীয় সকল ব্যবস্থা গ্রহণ করা হয়েছে এবং নির্ধারিত সময়ের মধ্যেই কাজ শেষ হবে। স্থানীয় জনগণ এ উদ্যোগকে স্বাগত জানিয়েছেন। (8, 480, 158, 494)
article-paragraph: দেশের বিভিন্ন অঞ্চলে চলমান উন্নয়ন কার্যক্রম, প্রশাসনিক সিদ্ধান্ত এবং জনজীবনের নানা দিক নিয়ে বিস্তারিত প্রতিবেদন। সংশ্লিষ্ট কর্তৃপক্ষ জানিয়েছে যে প্রয়োজনীয় সকল ব্যবস্থা গ্রহণ করা হয়েছে এবং নির্ধারিত সময়ের মধ্যেই কাজ শেষ হবে। স্থানীয় জনগণ এ উদ্যোগকে স্বাগত জানিয়েছেন। (166, 490, 316, 503)
notice-title: গণপ্রজাতন্ত্রী বাংলাদেশ সরকার (506, 788, 616, 798)
issue-email: e-mail : news@desherkantha.com (459, 15, 562, 22)
article-headline: সে সম্ভাবিতে নাতিদূ নেবে (204, 55, 276, 64)
article-paragraph: দেশের বিভিন্ন অঞ্চলে চলমান উন্নয়ন কার্যক্রম, প্রশাসনিক সিদ্ধান্ত এবং জনজীবনের নানা দিক নিয়ে বিস্তারিত প্রতিবেদন। সংশ্লিষ্ট কর্তৃপক্ষ জানিয়েছে যে প্রয়োজনীয় সকল ব্যবস্থা গ্রহণ করা হয়েছে এবং নির্ধারিত সময়ের মধ্যেই কাজ শেষ হবে। স্থানীয় জনগণ এ উদ্যোগকে স্বাগত জানিয়েছেন। (8, 195, 158, 208)
article-paragraph: দেশের বিভিন্ন অঞ্চলে চলমান উন্নয়ন কার্যক্রম, প্রশাসনিক সিদ্ধান্ত এবং জনজীবনের নানা দিক নিয়ে বিস্তারিত প্রতিবেদন। সংশ্লিষ্ট কর্তৃপক্ষ জানিয়েছে যে প্রয়োজনীয় সকল ব্যবস্থা গ্রহণ করা হয়েছে এবং নির্ধারিত সময়ের মধ্যেই কাজ শেষ হবে। স্থানীয় জনগণ এ উদ্যোগকে স্বাগত জানিয়েছেন। (324, 741, 480, 754)
article-paragraph: দেশের বিভিন্ন অঞ্চলে চলমান উন্নয়ন কার্যক্রম, প্রশাসনিক সিদ্ধান্ত এবং জনজীবনের নানা দিক নিয়ে বিস্তারিত প্রতিবেদন। সংশ্লিষ্ট কর্তৃপক্ষ জানিয়েছে যে প্রয়োজনীয় সকল ব্যবস্থা গ্রহণ করা হয়েছে এবং নির্ধারিত সময়ের মধ্যেই কাজ শেষ হবে। স্থানীয় জনগণ এ উদ্যোগকে স্বাগত জানিয়েছেন। (324, 526, 480, 540)
notice-table (493, 485, 629, 547)
article-paragraph: দেশের বিভিন্ন অঞ্চলে চলমান উন্নয়ন কার্যক্রম, প্রশাসনিক সিদ্ধান্ত এবং জনজীবনের নানা দিক নিয়ে বিস্তারিত প্রতিবেদন। সংশ্লিষ্ট কর্তৃপক্ষ জানিয়েছে যে প্রয়োজনীয় সকল ব্যবস্থা গ্রহণ করা হয়েছে এবং নির্ধারিত সময়ের মধ্যেই কাজ শেষ হবে। স্থানীয় জনগণ এ উদ্যোগকে স্বাগত জানিয়েছেন। (166, 100, 316, 113)
article-paragraph: প্রথম পৃষ্ঠার পর বঙ্গভবনে অনুষ্ঠিত অনুষ্ঠানে নতুন মন্ত্রিসভার সদস্যরা শপথ গ্রহণ করেন। (8, 940, 121, 944)
article-paragraph: দেশের বিভিন্ন অঞ্চলে চলমান উন্নয়ন কার্যক্রম, প্রশাসনিক সিদ্ধান্ত এবং জনজীবনের নানা দিক নিয়ে বিস্তারিত প্রতিবেদন। সংশ্লিষ্ট কর্তৃপক্ষ জানিয়েছে যে প্রয়োজনীয় সকল ব্যবস্থা গ্রহণ করা হয়েছে এবং নির্ধারিত সময়ের মধ্যেই কাজ শেষ হবে। স্থানীয় জনগণ এ উদ্যোগকে স্বাগত জানিয়েছেন। (324, 455, 480, 468)
notice-code: জি-ওয়েব/১২৪ (493, 413, 515, 417)
article-paragraph: দেশের বিভিন্ন অঞ্চলে চলমান উন্নয়ন কার্যক্রম, প্রশাসনিক সিদ্ধান্ত এবং জনজীবনের নানা দিক নিয়ে বিস্তারিত প্রতিবেদন। সংশ্লিষ্ট কর্তৃপক্ষ জানিয়েছে যে প্রয়োজনীয় সকল ব্যবস্থা গ্রহণ করা হয়েছে এবং নির্ধারিত সময়ের মধ্যেই কাজ শেষ হবে। স্থানীয় জনগণ এ উদ্যোগকে স্বাগত জানিয়েছেন। (166, 745, 316, 759)
article-paragraph: দেশের বিভিন্ন অঞ্চলে চলমান উন্নয়ন কার্যক্রম, প্রশাসনিক সিদ্ধান্ত এবং জনজীবনের নানা দিক নিয়ে বিস্তারিত প্রতিবেদন। সংশ্লিষ্ট কর্তৃপক্ষ জানিয়েছে যে প্রয়োজনীয় সকল ব্যবস্থা গ্রহণ করা হয়েছে এবং নির্ধারিত সময়ের মধ্যেই কাজ শেষ হবে। স্থানীয় জনগণ এ উদ্যোগকে স্বাগত জানিয়েছেন। (324, 441, 480, 454)
notice-body: দেশের বিভিন্ন অঞ্চলে চলমান উন্নয়ন কার্যক্রম, প্রশাসনিক সিদ্ধান্ত এবং জনজীবনের নানা দিক নিয়ে বিস্তারিত প্রতিবেদন। সংশ্লিষ্ট কর্তৃপক্ষ জানিয়েছে যে প্রয়োজনীয় সকল ব্যবস্থা গ্রহণ করা হয়েছে এবং নির্ধারিত সময়ের মধ্যেই কাজ শেষ হবে। স্থানীয় জনগণ এ উদ্যোগকে স্বাগত জানিয়েছেন। দেশের বিভিন্ন অঞ্চলে চলমান উন্নয়ন কার্যক্রম, প্রশাসনিক সিদ্ধান্ত এবং জনজীবনের নানা দিক নিয়ে বিস্তারিত প্রতিবেদন। সংশ্লিষ্ট কর্তৃপক্ষ জানিয়েছে যে প্রয়োজনীয় সকল ব্যবস্থা গ্রহণ করা হয়েছে এবং নির্ধারিত সময়ের মধ্যেই কাজ শেষ হবে। স্থানীয় জনগণ এ উদ্যোগকে স্বাগত জানিয়েছেন। (493, 627, 629, 651)
article-paragraph: দেশের বিভিন্ন অঞ্চলে চলমান উন্নয়ন কার্যক্রম, প্রশাসনিক সিদ্ধান্ত এবং জনজীবনের নানা দিক নিয়ে বিস্তারিত প্রতিবেদন। সংশ্লিষ্ট কর্তৃপক্ষ জানিয়েছে যে প্রয়োজনীয় সকল ব্যবস্থা গ্রহণ করা হয়েছে এবং নির্ধারিত সময়ের মধ্যেই কাজ শেষ হবে। স্থানীয় জনগণ এ উদ্যোগকে স্বাগত জানিয়েছেন। (488, 54, 634, 67)
article-body (324, 924, 480, 980)
article-paragraph: দেশের বিভিন্ন অঞ্চলে চলমান উন্নয়ন কার্যক্রম, প্রশাসনিক সিদ্ধান্ত এবং জনজীবনের নানা দিক নিয়ে বিস্তারিত প্রতিবেদন। সংশ্লিষ্ট কর্তৃপক্ষ জানিয়েছে যে প্রয়োজনীয় সকল ব্যবস্থা গ্রহণ করা হয়েছে এবং নির্ধারিত সময়ের মধ্যেই কাজ শেষ হবে। স্থানীয় জনগণ এ উদ্যোগকে স্বাগত জানিয়েছেন। (166, 638, 316, 652)
article-paragraph: দেশের বিভিন্ন অঞ্চলে চলমান উন্নয়ন কার্যক্রম, প্রশাসনিক সিদ্ধান্ত এবং জনজীবনের নানা দিক নিয়ে বিস্তারিত প্রতিবেদন। সংশ্লিষ্ট কর্তৃপক্ষ জানিয়েছে যে প্রয়োজনীয় সকল ব্যবস্থা গ্রহণ করা হয়েছে এবং নির্ধারিত সময়ের মধ্যেই কাজ শেষ হবে। স্থানীয় জনগণ এ উদ্যোগকে স্বাগত জানিয়েছেন। (324, 698, 480, 711)
article-paragraph: দেশের বিভিন্ন অঞ্চলে চলমান উন্নয়ন কার্যক্রম, প্রশাসনিক সিদ্ধান্ত এবং জনজীবনের নানা দিক নিয়ে বিস্তারিত প্রতিবেদন। সংশ্লিষ্ট কর্তৃপক্ষ জানিয়েছে যে প্রয়োজনীয় সকল ব্যবস্থা গ্রহণ করা হয়েছে এবং নির্ধারিত সময়ের মধ্যেই কাজ শেষ হবে। স্থানীয় জনগণ এ উদ্যোগকে স্বাগত জানিয়েছেন। (166, 504, 316, 517)
article-body (166, 66, 316, 266)
article-paragraph: দেশের বিভিন্ন অঞ্চলে চলমান উন্নয়ন কার্যক্রম, প্রশাসনিক সিদ্ধান্ত এবং জনজীবনের নানা দিক নিয়ে বিস্তারিত প্রতিবেদন। সংশ্লিষ্ট কর্তৃপক্ষ জানিয়েছে যে প্রয়োজনীয় সকল ব্যবস্থা গ্রহণ করা হয়েছে এবং নির্ধারিত সময়ের মধ্যেই কাজ শেষ হবে। স্থানীয় জনগণ এ উদ্যোগকে স্বাগত জানিয়েছেন। (488, 97, 634, 110)
notice-signature: সহকারী কমিশনার (ভূমি) (593, 953, 627, 957)
article-paragraph: দেশের বিভিন্ন অঞ্চলে চলমান উন্নয়ন কার্যক্রম, প্রশাসনিক সিদ্ধান্ত এবং জনজীবনের নানা দিক নিয়ে বিস্তারিত প্রতিবেদন। সংশ্লিষ্ট কর্তৃপক্ষ জানিয়েছে যে প্রয়োজনীয় সকল ব্যবস্থা গ্রহণ করা হয়েছে এবং নির্ধারিত সময়ের মধ্যেই কাজ শেষ হবে। স্থানীয় জনগণ এ উদ্যোগকে স্বাগত জানিয়েছেন। (324, 555, 480, 568)
government-notice (488, 780, 634, 978)
table-row (494, 712, 628, 718)
notice-subtitle: টিম কোয়ার্টারস ম্যাজিস্ট্রেট এর (537, 249, 585, 254)
notice-table (493, 687, 629, 739)
article-paragraph: দেশের বিভিন্ন অঞ্চলে চলমান উন্নয়ন কার্যক্রম, প্রশাসনিক সিদ্ধান্ত এবং জনজীবনের নানা দিক নিয়ে বিস্তারিত প্রতিবেদন। সংশ্লিষ্ট কর্তৃপক্ষ জানিয়েছে যে প্রয়োজনীয় সকল ব্যবস্থা গ্রহণ করা হয়েছে এবং নির্ধারিত সময়ের মধ্যেই কাজ শেষ হবে। স্থানীয় জনগণ এ উদ্যোগকে স্বাগত জানিয়েছেন। (324, 712, 480, 725)
article-paragraph: দেশের বিভিন্ন অঞ্চলে চলমান উন্নয়ন কার্যক্রম, প্রশাসনিক সিদ্ধান্ত এবং জনজীবনের নানা দিক নিয়ে বিস্তারিত প্রতিবেদন। সংশ্লিষ্ট কর্তৃপক্ষ জানিয়েছে যে প্রয়োজনীয় সকল ব্যবস্থা গ্রহণ করা হয়েছে এবং নির্ধারিত সময়ের মধ্যেই কাজ শেষ হবে। স্থানীয় জনগণ এ উদ্যোগকে স্বাগত জানিয়েছেন। (166, 316, 316, 329)
article-paragraph: দেশের বিভিন্ন অঞ্চলে চলমান উন্নয়ন কার্যক্রম, প্রশাসনিক সিদ্ধান্ত এবং জনজীবনের নানা দিক নিয়ে বিস্তারিত প্রতিবেদন। সংশ্লিষ্ট কর্তৃপক্ষ জানিয়েছে যে প্রয়োজনীয় সকল ব্যবস্থা গ্রহণ করা হয়েছে এবং নির্ধারিত সময়ের মধ্যেই কাজ শেষ হবে। স্থানীয় জনগণ এ উদ্যোগকে স্বাগত জানিয়েছেন। (166, 129, 316, 142)
article-paragraph: দেশের বিভিন্ন অঞ্চলে চলমান উন্নয়ন কার্যক্রম, প্রশাসনিক সিদ্ধান্ত এবং জনজীবনের নানা দিক নিয়ে বিস্তারিত প্রতিবেদন। সংশ্লিষ্ট কর্তৃপক্ষ জানিয়েছে যে প্রয়োজনীয় সকল ব্যবস্থা গ্রহণ করা হয়েছে এবং নির্ধারিত সময়ের মধ্যেই কাজ শেষ হবে। স্থানীয় জনগণ এ উদ্যোগকে স্বাগত জানিয়েছেন। (8, 452, 158, 465)
notice-subtitle: নির্বাহী ম্যাজিস্ট্রেটের কার্যালয় (538, 405, 584, 410)
article-paragraph: দেশের বিভিন্ন অঞ্চলে চলমান উন্নয়ন কার্যক্রম, প্রশাসনিক সিদ্ধান্ত এবং জনজীবনের নানা দিক নিয়ে বিস্তারিত প্রতিবেদন। সংশ্লিষ্ট কর্তৃপক্ষ জানিয়েছে যে প্রয়োজনীয় সকল ব্যবস্থা গ্রহণ করা হয়েছে এবং নির্ধারিত সময়ের মধ্যেই কাজ শেষ হবে। স্থানীয় জনগণ এ উদ্যোগকে স্বাগত জানিয়েছেন। (8, 423, 158, 436)
article-paragraph: দেশের বিভিন্ন অঞ্চলে চলমান উন্নয়ন কার্যক্রম, প্রশাসনিক সিদ্ধান্ত এবং জনজীবনের নানা দিক নিয়ে বিস্তারিত প্রতিবেদন। সংশ্লিষ্ট কর্তৃপক্ষ জানিয়েছে যে প্রয়োজনীয় সকল ব্যবস্থা গ্রহণ করা হয়েছে এবং নির্ধারিত সময়ের মধ্যেই কাজ শেষ হবে। স্থানীয় জনগণ এ উদ্যোগকে স্বাগত জানিয়েছেন। (324, 498, 480, 511)
article-body (166, 859, 316, 979)
article-paragraph: দেশের বিভিন্ন অঞ্চলে চলমান উন্নয়ন কার্যক্রম, প্রশাসনিক সিদ্ধান্ত এবং জনজীবনের নানা দিক নিয়ে বিস্তারিত প্রতিবেদন। সংশ্লিষ্ট কর্তৃপক্ষ জানিয়েছে যে প্রয়োজনীয় সকল ব্যবস্থা গ্রহণ করা হয়েছে এবং নির্ধারিত সময়ের মধ্যেই কাজ শেষ হবে। স্থানীয় জনগণ এ উদ্যোগকে স্বাগত জানিয়েছেন। (166, 624, 316, 637)
article-paragraph: দেশের বিভিন্ন অঞ্চলে চলমান উন্নয়ন কার্যক্রম, প্রশাসনিক সিদ্ধান্ত এবং জনজীবনের নানা দিক নিয়ে বিস্তারিত প্রতিবেদন। সংশ্লিষ্ট কর্তৃপক্ষ জানিয়েছে যে প্রয়োজনীয় সকল ব্যবস্থা গ্রহণ করা হয়েছে এবং নির্ধারিত সময়ের মধ্যেই কাজ শেষ হবে। স্থানীয় জনগণ এ উদ্যোগকে স্বাগত জানিয়েছেন। (166, 172, 316, 185)
divider (166, 469, 316, 470)
article-paragraph: দেশের বিভিন্ন অঞ্চলে চলমান উন্নয়ন কার্যক্রম, প্রশাসনিক সিদ্ধান্ত এবং জনজীবনের নানা দিক নিয়ে বিস্তারিত প্রতিবেদন। সংশ্লিষ্ট কর্তৃপক্ষ জানিয়েছে যে প্রয়োজনীয় সকল ব্যবস্থা গ্রহণ করা হয়েছে এবং নির্ধারিত সময়ের মধ্যেই কাজ শেষ হবে। স্থানীয় জনগণ এ উদ্যোগকে স্বাগত জানিয়েছেন। (8, 166, 158, 179)
article-paragraph: দেশের বিভিন্ন অঞ্চলে চলমান উন্নয়ন কার্যক্রম, প্রশাসনিক সিদ্ধান্ত এবং জনজীবনের নানা দিক নিয়ে বিস্তারিত প্রতিবেদন। সংশ্লিষ্ট কর্তৃপক্ষ জানিয়েছে যে প্রয়োজনীয় সকল ব্যবস্থা গ্রহণ করা হয়েছে এবং নির্ধারিত সময়ের মধ্যেই কাজ শেষ হবে। স্থানীয় জনগণ এ উদ্যোগকে স্বাগত জানিয়েছেন। (166, 893, 316, 906)
article-paragraph: দেশের বিভিন্ন অঞ্চলে চলমান উন্নয়ন কার্যক্রম, প্রশাসনিক সিদ্ধান্ত এবং জনজীবনের নানা দিক নিয়ে বিস্তারিত প্রতিবেদন। সংশ্লিষ্ট কর্তৃপক্ষ জানিয়েছে যে প্রয়োজনীয় সকল ব্যবস্থা গ্রহণ করা হয়েছে এবং নির্ধারিত সময়ের মধ্যেই কাজ শেষ হবে। স্থানীয় জনগণ এ উদ্যোগকে স্বাগত জানিয়েছেন। (8, 380, 158, 394)
article-paragraph: দেশের বিভিন্ন অঞ্চলে চলমান উন্নয়ন কার্যক্রম, প্রশাসনিক সিদ্ধান্ত এবং জনজীবনের নানা দিক নিয়ে বিস্তারিত প্রতিবেদন। সংশ্লিষ্ট কর্তৃপক্ষ জানিয়েছে যে প্রয়োজনীয় সকল ব্যবস্থা গ্রহণ করা হয়েছে এবং নির্ধারিত সময়ের মধ্যেই কাজ শেষ হবে। স্থানীয় জনগণ এ উদ্যোগকে স্বাগত জানিয়েছেন। (488, 68, 634, 81)
government-notice (488, 232, 634, 382)
notice-subtitle: টিম কোয়ার্টারস ম্যাজিস্ট্রেট এর (537, 611, 585, 616)
article-paragraph: প্রথম পৃষ্ঠার পর লেখকের নতুন গ্রন্থ নিয়ে পাঠকদের মধ্যে ব্যাপক আগ্রহ দেখা গেছে। (488, 162, 596, 166)
article-headline: প্রচুরি অর্জিলবার বাস্তবায়ন (50, 117, 120, 125)
divider (166, 268, 316, 269)
